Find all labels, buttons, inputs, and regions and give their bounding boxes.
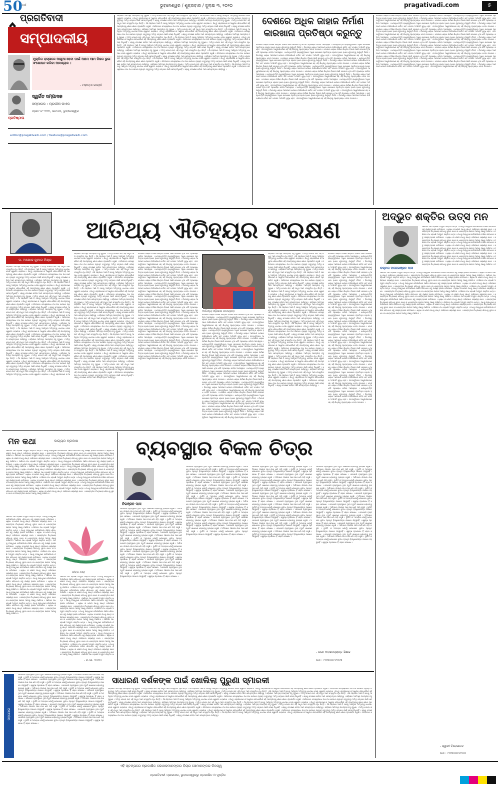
strip-top-rule bbox=[2, 671, 374, 672]
gandhi-portrait bbox=[8, 55, 30, 90]
right-body-intro: ମଣିଷର ମନ ହେଉଛି ଅଦ୍ଭୁତ ଶକ୍ତିର ଉତ୍ସ । ମନକୁ ନିୟନ୍ତ୍ରଣ କରିପାରିଲେ ମଣିଷ ଜୀବନରେ ସବୁ ଲକ୍ଷ୍ୟ ହାସଲ କରିପାରେ । ଧ୍ୟାନ ଓ ଯୋଗ ମନକୁ ଶାନ୍ତ ରଖିବାରେ ସାହାଯ୍ୟ କରେ । ସକାରାତ୍ମକ ଚିନ୍ତାଧାରା ଜୀବନକୁ ସୁନ୍ଦର କରେ ଓ ନକାରାତ୍ମକ ଭାବନା ଆମକୁ ପଛକୁ ଟାଣିନିଏ । ମଣିଷର ମନ ହେଉଛି ଅଦ୍ଭୁତ ଶକ୍ତିର ଉତ୍ସ । ମନକୁ ନିୟନ୍ତ୍ରଣ କରିପାରିଲେ ମଣିଷ ଜୀବନରେ ସବୁ ଲକ୍ଷ୍ୟ ହାସଲ କରିପାରେ । ଧ୍ୟାନ ଓ ଯୋଗ ମନକୁ ଶାନ୍ତ ରଖିବାରେ ସାହାଯ୍ୟ କରେ । ସକାରାତ୍ମକ ଚିନ୍ତାଧାରା ଜୀବନକୁ ସୁନ୍ଦର କରେ ଓ ନକାରାତ୍ମକ ଭାବନା ଆମକୁ ପଛକୁ ଟାଣିନିଏ । ମଣିଷର ମନ ହେଉଛି ଅଦ୍ଭୁତ ଶକ୍ତିର ଉତ୍ସ । ମନକୁ ନିୟନ୍ତ୍ରଣ କରିପାରିଲେ ମଣିଷ ଜୀବନରେ ସବୁ ଲକ୍ଷ୍ୟ ହାସଲ କରିପାରେ । ଧ୍ୟାନ ଓ ଯୋଗ ମନକୁ ଶାନ୍ତ ରଖିବାରେ ସାହାଯ୍ୟ କରେ । ସକାରାତ୍ମକ ଚିନ୍ତାଧାରା ଜୀବନକୁ ସୁନ୍ଦର କରେ ଓ ନକାରାତ୍ମକ ଭାବନା ଆମକୁ ପଛକୁ ଟାଣିନିଏ । ମଣିଷର ମନ ହେଉଛି ଅଦ୍ଭୁତ ଶକ୍ତିର ଉତ୍ସ । ମନକୁ ନିୟନ୍ତ୍ରଣ କରିପାରିଲେ ମଣିଷ ଜୀବନରେ ସବୁ ଲକ୍ଷ୍ୟ ହାସଲ କରିପାରେ । ଧ୍ୟାନ ଓ ଯୋଗ ମନକୁ ଶାନ୍ତ ରଖିବାରେ ସାହାଯ୍ୟ କରେ । ସକାରାତ୍ମକ ଚିନ୍ତାଧାରା ଜୀବନକୁ ସୁନ୍ଦର କରେ ଓ ନକାରାତ୍ମକ ଭାବନା ଆମକୁ ପଛକୁ ଟାଣିନିଏ । ମଣିଷର ମନ ହେଉଛି ଅଦ୍ଭୁତ ଶକ୍ତିର ଉତ୍ସ । ମନକୁ ନିୟନ୍ତ୍ରଣ କରିପାରିଲେ ମଣିଷ ଜୀବନରେ ସବୁ ଲକ୍ଷ୍ୟ ହାସଲ କରିପାରେ । ଧ୍ୟାନ ଓ ଯୋଗ ମନକୁ ଶାନ୍ତ ରଖିବାରେ ସାହାଯ୍ୟ କରେ । ସକାରାତ୍ମକ ଚିନ୍ତାଧାରା ଜୀବନକୁ ସୁନ୍ଦର କରେ ଓ ନକାରାତ୍ମକ ଭାବନା ଆମକୁ ପଛକୁ ଟାଣିନିଏ । ମ bbox=[422, 226, 496, 266]
right-author-photo bbox=[384, 226, 418, 264]
right-headline: ଅଦ୍ଭୁତ ଶକ୍ତିର ଉତ୍ସ ମନ bbox=[382, 212, 489, 223]
right-body-main: ମଣିଷର ମନ ହେଉଛି ଅଦ୍ଭୁତ ଶକ୍ତିର ଉତ୍ସ । ମନକୁ ନିୟନ୍ତ୍ରଣ କରିପାରିଲେ ମଣିଷ ଜୀବନରେ ସବୁ ଲକ୍ଷ୍ୟ ହାସଲ କରିପାରେ । ଧ୍ୟାନ ଓ ଯୋଗ ମନକୁ ଶାନ୍ତ ରଖିବାରେ ସାହାଯ୍ୟ କରେ । ସକାରାତ୍ମକ ଚିନ୍ତାଧାରା ଜୀବନକୁ ସୁନ୍ଦର କରେ ଓ ନକାରାତ୍ମକ ଭାବନା ଆମକୁ ପଛକୁ ଟାଣିନିଏ । ମଣିଷର ମନ ହେଉଛି ଅଦ୍ଭୁତ ଶକ୍ତିର ଉତ୍ସ । ମନକୁ ନିୟନ୍ତ୍ରଣ କରିପାରିଲେ ମଣିଷ ଜୀବନରେ ସବୁ ଲକ୍ଷ୍ୟ ହାସଲ କରିପାରେ । ଧ୍ୟାନ ଓ ଯୋଗ ମନକୁ ଶାନ୍ତ ରଖିବାରେ ସାହାଯ୍ୟ କରେ । ସକାରାତ୍ମକ ଚିନ୍ତାଧାରା ଜୀବନକୁ ସୁନ୍ଦର କରେ ଓ ନକାରାତ୍ମକ ଭାବନା ଆମକୁ ପଛକୁ ଟାଣିନିଏ । ମଣିଷର ମନ ହେଉଛି ଅଦ୍ଭୁତ ଶକ୍ତିର ଉତ୍ସ । ମନକୁ ନିୟନ୍ତ୍ରଣ କରିପାରିଲେ ମଣିଷ ଜୀବନରେ ସବୁ ଲକ୍ଷ୍ୟ ହାସଲ କରିପାରେ । ଧ୍ୟାନ ଓ ଯୋଗ ମନକୁ ଶାନ୍ତ ରଖିବାରେ ସାହାଯ୍ୟ କରେ । ସକାରାତ୍ମକ ଚିନ୍ତାଧାରା ଜୀବନକୁ ସୁନ୍ଦର କରେ ଓ ନକାରାତ୍ମକ ଭାବନା ଆମକୁ ପଛକୁ ଟାଣିନିଏ । ମଣିଷର ମନ ହେଉଛି ଅଦ୍ଭୁତ ଶକ୍ତିର ଉତ୍ସ । ମନକୁ ନିୟନ୍ତ୍ରଣ କରିପାରିଲେ ମଣିଷ ଜୀବନରେ ସବୁ ଲକ୍ଷ୍ୟ ହାସଲ କରିପାରେ । ଧ୍ୟାନ ଓ ଯୋଗ ମନକୁ ଶାନ୍ତ ରଖିବାରେ ସାହାଯ୍ୟ କରେ । ସକାରାତ୍ମକ ଚିନ୍ତାଧାରା ଜୀବନକୁ ସୁନ୍ଦର କରେ ଓ ନକାରାତ୍ମକ ଭାବନା ଆମକୁ ପଛକୁ ଟାଣିନିଏ । ମଣିଷର ମନ ହେଉଛି ଅଦ୍ଭୁତ ଶକ୍ତିର ଉତ୍ସ । ମନକୁ ନିୟନ୍ତ୍ରଣ କରିପାରିଲେ ମଣିଷ ଜୀବନରେ ସବୁ ଲକ୍ଷ୍ୟ ହାସଲ କରିପାରେ । ଧ୍ୟାନ ଓ ଯୋଗ ମନକୁ ଶାନ୍ତ ରଖିବାରେ ସାହାଯ୍ୟ କରେ । ସକାରାତ୍ମକ ଚିନ୍ତାଧାରା ଜୀବନକୁ ସୁନ୍ଦର କରେ ଓ ନକାରାତ୍ମକ ଭାବନା ଆମକୁ ପଛକୁ ଟାଣିନିଏ । ମଣିଷର ମନ ହେଉଛି ଅଦ୍ଭୁତ ଶକ୍ତିର ଉତ୍ସ । ମନକୁ ନିୟନ୍ତ୍ରଣ କରିପାରିଲେ ମଣିଷ ଜୀବନରେ ସବୁ ଲକ୍ଷ୍ୟ ହାସଲ କରିପାରେ । ଧ୍ୟାନ ଓ ଯୋଗ ମନକୁ ଶାନ୍ତ ରଖିବାରେ ସାହାଯ୍ୟ କରେ । ସକାରାତ୍ମକ ଚିନ୍ତାଧାରା ଜୀବନକୁ ସୁନ୍ଦର କରେ ଓ ନକାରାତ୍ମକ ଭାବନା ଆମକୁ ପଛକୁ ଟାଣିନିଏ । ମଣିଷର ମନ ହେଉଛି ଅଦ୍ଭୁତ ଶକ୍ତିର ଉତ୍ସ । ମନକୁ ନିୟନ୍ତ୍ରଣ କରିପାରିଲେ ମଣିଷ ଜୀବନରେ ସବୁ ଲକ୍ଷ୍ୟ ହାସଲ କରିପାରେ । ଧ୍ୟାନ ଓ ଯୋଗ ମନକୁ ଶାନ୍ତ ରଖିବାରେ ସାହାଯ୍ୟ କରେ । ସକାରାତ୍ମକ ଚିନ୍ତାଧାରା ଜୀବନକୁ ସୁନ୍ଦର କରେ ଓ ନକାରାତ୍ମକ ଭାବନା ଆମକୁ ପଛକୁ ଟାଣିନିଏ । ମଣିଷର ମନ ହେଉଛି ଅଦ୍ଭୁତ ଶକ୍ତିର ଉତ୍ସ । ମନକୁ ନିୟନ୍ତ୍ରଣ କରିପାରିଲେ ମଣିଷ ଜୀବନରେ ସବୁ ଲକ୍ଷ୍ୟ ହାସଲ କରିପାରେ । ଧ୍ୟାନ ଓ ଯୋଗ ମନକୁ ଶାନ୍ତ ରଖିବାରେ ସାହାଯ୍ୟ କରେ । ସକାରାତ୍ମକ ଚିନ୍ତାଧାରା ଜୀବନକୁ ସୁନ୍ଦର କରେ ଓ ନକାରାତ୍ମକ ଭାବନା ଆମକୁ ପଛକୁ ଟାଣିନିଏ । bbox=[380, 272, 496, 315]
editorial-banner bbox=[8, 27, 112, 53]
bottom-author-photo bbox=[124, 468, 154, 500]
section-divider-1 bbox=[2, 208, 498, 209]
paper-name: ପ୍ରଗତିବାଦୀ bbox=[20, 14, 64, 24]
feature-bottom-rule bbox=[2, 430, 374, 431]
lead-headline-bottom: କାରଖାନା ପ୍ରତିଷ୍ଠା କରୁନ୍ତୁ bbox=[263, 29, 363, 39]
editorial-body-1: ଓଡ଼ିଶାର ଆତିଥ୍ୟ ପରମ୍ପରା ବହୁ ପୁରୁଣା । ଅତିଥି ଦେବୋ ଭବ ଏହି ମନ୍ତ୍ର ଆମ ସଂସ୍କୃତିର ମୂଳ ଭିତ୍ତି । ଗାଁ ଗହଳିରେ ଆଜି ବି ଘରକୁ ଆସିଥିବା ଅତିଥିଙ୍କୁ ଜଳପାନ ଦେଇ ସ୍ୱାଗତ କରାଯାଏ । କିନ୍ତୁ ସହରୀକରଣ ଓ ଆଧୁନିକ ଜୀବନଶୈଳୀ ଏହି ପରମ୍ପରାକୁ ଧୀରେ ଧୀରେ ପ୍ରଭାବିତ କରୁଛି । ପରିବାରର ସଦସ୍ୟମାନେ ନିଜ ନିଜ କାମରେ ବ୍ୟସ୍ତ ରହୁଥିବାରୁ ଅତିଥି ସତ୍କାର ପାଇଁ ସମୟ ମିଳୁନାହିଁ । ଏହାକୁ ସଂରକ୍ଷଣ କରିବା ଆମ ସମସ୍ତଙ୍କର ଦାୟିତ୍ୱ । ଓଡ଼ିଶାର ଆତିଥ୍ୟ ପରମ୍ପରା ବହୁ ପୁରୁଣା । ଅତିଥି ଦେବୋ ଭବ ଏହି ମନ୍ତ୍ର ଆମ ସଂସ୍କୃତିର ମୂଳ ଭିତ୍ତି । ଗାଁ ଗହଳିରେ ଆଜି ବି ଘରକୁ ଆସିଥିବା ଅତିଥିଙ୍କୁ ଜଳପାନ ଦେଇ ସ୍ୱାଗତ କରାଯାଏ । କିନ୍ତୁ ସହରୀକରଣ ଓ ଆଧୁନିକ ଜୀବନଶୈଳୀ ଏହି ପରମ୍ପରାକୁ ଧୀରେ ଧୀରେ ପ୍ରଭାବିତ କରୁଛି । ପରିବାରର ସଦସ୍ୟମାନେ ନିଜ ନିଜ କାମରେ ବ୍ୟସ୍ତ ରହୁଥିବାରୁ ଅତିଥି ସତ୍କାର ପାଇଁ ସମୟ ମିଳୁନାହିଁ । ଏହାକୁ ସଂରକ୍ଷଣ କରିବା ଆମ ସମସ୍ତଙ୍କର ଦାୟିତ୍ୱ । ଓଡ଼ିଶାର ଆତିଥ୍ୟ ପରମ୍ପରା ବହୁ ପୁରୁଣା । ଅତିଥି ଦେବୋ ଭବ ଏହି ମନ୍ତ୍ର ଆମ ସଂସ୍କୃତିର ମୂଳ ଭିତ୍ତି । ଗାଁ ଗହଳିରେ ଆଜି ବି ଘରକୁ ଆସିଥିବା ଅତିଥିଙ୍କୁ ଜଳପାନ ଦେଇ ସ୍ୱାଗତ କରାଯାଏ । କିନ୍ତୁ ସହରୀକରଣ ଓ ଆଧୁନିକ ଜୀବନଶୈଳୀ ଏହି ପରମ୍ପରାକୁ ଧୀରେ ଧୀରେ ପ୍ରଭାବିତ କରୁଛି । ପରିବାରର ସଦସ୍ୟମାନେ ନିଜ ନିଜ କାମରେ ବ୍ୟସ୍ତ ରହୁଥିବାରୁ ଅତିଥି ସତ୍କାର ପାଇଁ ସମୟ ମିଳୁନାହିଁ । ଏହାକୁ ସଂରକ୍ଷଣ କରିବା ଆମ ସମସ୍ତଙ୍କର ଦାୟିତ୍ୱ । ଓଡ଼ିଶାର ଆତିଥ୍ୟ ପରମ୍ପରା ବହୁ ପୁରୁଣା । ଅତିଥି ଦେବୋ ଭବ ଏହି ମନ୍ତ୍ର ଆମ ସଂସ୍କୃତିର ମୂଳ ଭିତ୍ତି । ଗାଁ ଗହଳିରେ ଆଜି ବି ଘରକୁ ଆସିଥିବା ଅତିଥିଙ୍କୁ ଜଳପାନ ଦେଇ ସ୍ୱାଗତ କରାଯାଏ । କିନ୍ତୁ ସହରୀକରଣ ଓ ଆଧୁନିକ ଜୀବନଶୈଳୀ ଏହି ପରମ୍ପରାକୁ ଧୀରେ ଧୀରେ ପ୍ରଭାବିତ କରୁଛି । ପରିବାରର ସଦସ୍ୟମାନେ ନିଜ ନିଜ କାମରେ ବ୍ୟସ୍ତ ରହୁଥିବାରୁ ଅତିଥି ସତ୍କାର ପାଇଁ ସମୟ ମିଳୁନାହିଁ । ଏହାକୁ ସଂରକ୍ଷଣ କରିବା ଆମ ସମସ୍ତଙ୍କର ଦାୟିତ୍ୱ । ଓଡ଼ିଶାର ଆତିଥ୍ୟ ପରମ୍ପରା ବହୁ ପୁରୁଣା । ଅତିଥି ଦେବୋ ଭବ ଏହି ମନ୍ତ୍ର ଆମ ସଂସ୍କୃତିର ମୂଳ ଭିତ୍ତି । ଗାଁ ଗହଳିରେ ଆଜି ବି ଘରକୁ ଆସିଥିବା ଅତିଥିଙ୍କୁ ଜଳପାନ ଦେଇ ସ୍ୱାଗତ କରାଯାଏ । କିନ୍ତୁ ସହରୀକରଣ ଓ ଆଧୁନିକ ଜୀବନଶୈଳୀ ଏହି ପରମ୍ପରାକୁ ଧୀରେ ଧୀରେ ପ୍ରଭାବିତ କରୁଛି । ପରିବାରର ସଦସ୍ୟମାନେ ନିଜ ନିଜ କାମରେ ବ୍ୟସ୍ତ ରହୁଥିବାରୁ ଅତିଥି ସତ୍କାର ପାଇଁ ସମୟ ମିଳୁନାହିଁ । ଏହାକୁ ସଂରକ୍ଷଣ କରିବା ଆମ ସମସ୍ତଙ୍କର ଦାୟିତ୍ୱ । ଓଡ଼ିଶାର ଆତିଥ୍ୟ ପରମ୍ପରା ବହୁ ପୁରୁଣା । ଅତିଥି ଦେବୋ ଭବ ଏହି ମନ୍ତ୍ର ଆମ ସଂସ୍କୃତିର ମୂଳ ଭିତ୍ତି । ଗାଁ ଗହଳିରେ ଆଜି ବି ଘରକୁ ଆସିଥିବା ଅତିଥିଙ୍କୁ ଜଳପାନ ଦେଇ ସ୍ୱାଗତ କରାଯାଏ । କିନ୍ତୁ ସହରୀକରଣ ଓ ଆଧୁନିକ ଜୀବନଶୈଳୀ ଏହି ପରମ୍ପରାକୁ ଧୀରେ ଧୀରେ ପ୍ରଭାବିତ କରୁଛି । ପରିବାରର ସଦସ୍ୟମାନେ ନିଜ ନିଜ କାମରେ ବ୍ୟସ୍ତ ରହୁଥିବାରୁ ଅତିଥି ସତ୍କାର ପାଇଁ ସମୟ ମିଳୁନାହିଁ । ଏହାକୁ ସଂରକ୍ଷଣ କରିବା ଆମ ସମସ୍ତଙ୍କର ଦାୟିତ୍ୱ । ଓଡ଼ିଶାର ଆତିଥ୍ୟ ପରମ୍ପରା ବହୁ ପୁରୁଣା । ଅତିଥି ଦେବୋ ଭବ ଏହି ମନ୍ତ୍ର ଆମ ସଂସ୍କୃତିର ମୂଳ ଭିତ୍ତି । ଗାଁ ଗହଳିରେ ଆଜି ବି ଘରକୁ ଆସିଥିବା ଅତିଥିଙ୍କୁ ଜଳପାନ ଦେଇ ସ୍ୱାଗତ କରାଯାଏ । କିନ୍ତୁ ସହରୀକରଣ ଓ ଆଧୁନିକ ଜୀବନଶୈଳୀ ଏହି ପରମ୍ପରାକୁ ଧୀରେ ଧୀରେ ପ୍ରଭାବିତ କରୁଛି । ପରିବାରର ସଦସ୍ୟମାନେ ନିଜ ନିଜ କାମରେ ବ୍ୟସ୍ତ ରହୁଥିବାରୁ ଅତିଥି ସତ୍କାର ପାଇଁ ସମୟ ମିଳୁନାହିଁ । ଏହାକୁ ସଂରକ୍ଷଣ କରିବା ଆମ ସମସ୍ତଙ୍କର ଦାୟିତ୍ୱ । ଓଡ଼ିଶାର ଆତିଥ୍ୟ ପରମ୍ପରା ବହୁ ପୁରୁଣା । ଅତିଥି ଦେବୋ ଭବ ଏହି ମନ୍ତ୍ର ଆମ ସଂସ୍କୃତିର ମୂଳ ଭିତ୍ତି । ଗାଁ ଗହଳିରେ ଆଜି ବି ଘରକୁ ଆସିଥିବା ଅତିଥିଙ୍କୁ ଜଳପାନ ଦେଇ ସ୍ୱାଗତ କରାଯାଏ । କିନ୍ତୁ ସହରୀକରଣ ଓ ଆଧୁନିକ ଜୀବନଶୈଳୀ ଏହି ପରମ୍ପରାକୁ ଧୀରେ ଧୀରେ ପ୍ରଭାବିତ କରୁଛି । ପରିବାରର ସଦସ୍ୟମାନେ ନିଜ ନିଜ କାମରେ ବ୍ୟସ୍ତ ରହୁଥିବାରୁ ଅତିଥି ସତ୍କାର ପାଇଁ ସମୟ ମିଳୁନାହିଁ । ଏହାକୁ ସଂରକ୍ଷଣ କରିବା ଆମ ସମସ୍ତଙ୍କର ଦାୟିତ୍ୱ । bbox=[117, 15, 250, 72]
publisher-footer: ପ୍ରଗତିବାଦୀ ପ୍ରକାଶନ, ଭୁବନେଶ୍ୱରରୁ ପ୍ରକାଶିତ ଓ ମୁଦ୍ରିତ bbox=[150, 773, 226, 777]
feature-right-divider bbox=[375, 210, 376, 758]
right-contact: ମୋ : ୯୪୩୭୦୧୬୯୦୭ bbox=[440, 751, 467, 755]
feature-intro: ଓଡ଼ିଶାର ଆତିଥ୍ୟ ପରମ୍ପରା ବହୁ ପୁରୁଣା । ଅତିଥି ଦେବୋ ଭବ ଏହି ମନ୍ତ୍ର ଆମ ସଂସ୍କୃତିର ମୂଳ ଭିତ୍ତି । ଗାଁ ଗହଳିରେ ଆଜି ବି ଘରକୁ ଆସିଥିବା ଅତିଥିଙ୍କୁ ଜଳପାନ ଦେଇ ସ୍ୱାଗତ କରାଯାଏ । କିନ୍ତୁ ସହରୀକରଣ ଓ ଆଧୁନିକ ଜୀବନଶୈଳୀ ଏହି ପରମ୍ପରାକୁ ଧୀରେ ଧୀରେ ପ୍ରଭାବିତ କରୁଛି । ପରିବାରର ସଦସ୍ୟମାନେ ନିଜ ନିଜ କାମରେ ବ୍ୟସ୍ତ ରହୁଥିବାରୁ ଅତିଥି ସତ୍କାର ପାଇଁ ସମୟ ମିଳୁନାହିଁ । ଏହାକୁ ସଂରକ୍ଷଣ କରିବା ଆମ ସମସ୍ତଙ୍କର ଦାୟିତ୍ୱ । ଓଡ଼ିଶାର ଆତିଥ୍ୟ ପରମ୍ପରା ବହୁ ପୁରୁଣା । ଅତିଥି ଦେବୋ ଭବ ଏହି ମନ୍ତ୍ର ଆମ ସଂସ୍କୃତିର ମୂଳ ଭିତ୍ତି । ଗାଁ ଗହଳିରେ ଆଜି ବି ଘରକୁ ଆସିଥିବା ଅତିଥିଙ୍କୁ ଜଳପାନ ଦେଇ ସ୍ୱାଗତ କରାଯାଏ । କିନ୍ତୁ ସହରୀକରଣ ଓ ଆଧୁନିକ ଜୀବନଶୈଳୀ ଏହି ପରମ୍ପରାକୁ ଧୀରେ ଧୀରେ ପ୍ରଭାବିତ କରୁଛି । ପରିବାରର ସଦସ୍ୟମାନେ ନିଜ ନିଜ କାମରେ ବ୍ୟସ୍ତ ରହୁଥିବାରୁ ଅତିଥି ସତ୍କାର ପାଇଁ ସମୟ ମିଳୁନାହିଁ । ଏହାକୁ ସଂରକ୍ଷଣ କରିବା ଆମ ସମସ୍ତଙ୍କର ଦାୟିତ୍ୱ । ଓଡ଼ିଶାର ଆତିଥ୍ୟ ପରମ୍ପରା ବହୁ ପୁରୁଣା । ଅତିଥି ଦେବୋ ଭବ ଏହି ମନ୍ତ୍ର ଆମ ସଂସ୍କୃତିର ମୂଳ ଭିତ୍ତି । ଗାଁ ଗହଳିରେ ଆଜି ବି ଘରକୁ ଆସିଥିବା ଅତିଥିଙ୍କୁ ଜଳପାନ ଦେଇ ସ୍ୱାଗତ କରାଯାଏ । କିନ୍ତୁ ସହରୀକରଣ ଓ ଆଧୁନିକ ଜୀବନଶୈଳୀ ଏହି ପରମ୍ପରାକୁ ଧୀରେ ଧୀରେ ପ୍ରଭାବିତ କରୁଛି । ପରିବାରର ସଦସ୍ୟମାନେ ନିଜ ନିଜ କାମରେ ବ୍ୟସ୍ତ ରହୁଥିବାରୁ ଅତିଥି ସତ୍କାର ପାଇଁ ସମୟ ମିଳୁନାହିଁ । ଏହାକୁ ସଂରକ୍ଷଣ କରିବା ଆମ ସମସ୍ତଙ୍କର ଦାୟିତ୍ୱ । ଓଡ଼ିଶାର ଆତିଥ୍ୟ ପରମ୍ପରା ବହୁ ପୁରୁଣା । ଅତିଥି ଦେବୋ ଭବ ଏହି ମନ୍ତ୍ର ଆମ ସଂସ୍କୃତିର ମୂଳ ଭିତ୍ତି । ଗାଁ ଗହଳିରେ ଆଜି ବି ଘରକୁ ଆସିଥିବା ଅତିଥିଙ୍କୁ ଜଳପାନ ଦେଇ ସ୍ୱାଗତ କରାଯାଏ । କିନ୍ତୁ ସହରୀକରଣ ଓ ଆଧୁନିକ ଜୀବନଶୈଳୀ ଏହି ପରମ୍ପରାକୁ ଧୀରେ ଧୀରେ ପ୍ରଭାବିତ କରୁଛି । ପରିବାରର ସଦସ୍ୟମାନେ ନିଜ ନିଜ କାମରେ ବ୍ୟସ୍ତ ରହୁଥିବାରୁ ଅତିଥି ସତ୍କାର ପାଇଁ ସମୟ ମିଳୁନାହିଁ । ଏହାକୁ ସଂରକ୍ଷଣ କରିବା ଆମ ସମସ୍ତଙ୍କର ଦାୟିତ୍ୱ । ଓଡ଼ିଶାର ଆତିଥ୍ୟ ପରମ୍ପରା ବହୁ ପୁରୁଣା । ଅତିଥି ଦେବୋ ଭବ ଏହି ମନ୍ତ୍ର ଆମ ସଂସ୍କୃତିର ମୂଳ ଭିତ୍ତି । ଗାଁ ଗହଳିରେ ଆଜି ବି ଘରକୁ ଆସିଥିବା ଅତିଥିଙ୍କୁ ଜଳପାନ ଦେଇ ସ୍ୱାଗତ କରାଯାଏ । କିନ୍ତୁ ସହରୀକରଣ ଓ ଆଧୁନିକ ଜୀବନଶୈଳୀ ଏହି ପରମ୍ପରାକୁ ଧୀରେ ଧୀରେ ପ୍ରଭାବିତ କରୁଛି । ପରିବାରର ସଦସ୍ୟମାନେ ନିଜ ନିଜ କାମରେ ବ୍ୟସ୍ତ ରହୁଥିବାରୁ ଅତିଥି ସତ୍କାର ପାଇଁ ସମୟ ମିଳୁନାହିଁ । ଏହାକୁ ସଂରକ୍ଷଣ କରିବା ଆମ ସମସ୍ତଙ୍କର ଦାୟିତ୍ୱ । ଓଡ଼ିଶାର ଆତିଥ୍ୟ ପରମ୍ପରା ବହୁ ପୁରୁଣା । ଅତିଥି ଦେବୋ ଭବ ଏହି ମନ୍ତ୍ର ଆମ ସଂସ୍କୃତିର ମୂଳ ଭିତ୍ତି । ଗାଁ ଗହଳିରେ ଆଜି ବି ଘରକୁ ଆସିଥିବା ଅତିଥିଙ୍କୁ ଜଳପାନ ଦେଇ ସ୍ୱାଗତ କରାଯାଏ । କିନ୍ତୁ ସହରୀକରଣ ଓ ଆଧୁନିକ ଜୀବନଶୈଳୀ ଏହି ପରମ୍ପରାକୁ ଧୀରେ ଧୀରେ ପ୍ରଭାବିତ କରୁଛି । ପରିବାରର ସଦସ୍ୟମାନେ ନିଜ ନିଜ କାମରେ ବ୍ୟସ୍ତ ରହୁଥିବାରୁ ଅତିଥି ସତ୍କାର ପାଇଁ ସମୟ ମିଳୁନାହିଁ । ଏହାକୁ ସଂରକ୍ଷଣ କରିବା ଆମ ସମସ୍ତଙ୍କର ଦାୟିତ୍ୱ । ଓଡ଼ିଶାର ଆତିଥ୍ୟ ପରମ୍ପରା ବହୁ ପୁରୁଣା । ଅତିଥି ଦେବୋ ଭବ ଏହି ମନ୍ତ୍ର ଆମ ସଂସ୍କୃତିର ମୂଳ ଭିତ୍ତି । ଗାଁ ଗହଳିରେ ଆଜି ବି ଘରକୁ ଆସିଥିବା ଅତିଥିଙ୍କୁ ଜଳପାନ ଦେଇ ସ୍ୱାଗତ କରାଯାଏ । କିନ୍ତୁ ସହରୀକରଣ ଓ ଆଧୁନିକ ଜୀବନଶୈଳୀ ଏହି ପରମ୍ପରାକୁ ଧୀରେ ଧୀରେ ପ୍ରଭାବିତ କରୁଛି । ପରିବାରର ସଦସ୍ୟମାନେ ନିଜ ନିଜ କାମରେ ବ୍ୟସ୍ତ ରହୁଥିବାରୁ ଅତିଥି ସତ୍କାର ପାଇଁ ସମୟ ମିଳୁନାହିଁ । ଏହାକୁ ସଂରକ୍ଷଣ କରିବା ଆମ ସମସ୍ତଙ୍କର ଦାୟିତ୍ୱ । ଓଡ଼ିଶାର ଆତିଥ୍ୟ ପରମ୍ପରା ବହୁ ପୁରୁଣା । ଅତିଥି ଦେବୋ ଭବ ଏହି ମନ୍ତ୍ର ଆମ ସଂସ୍କୃତିର ମୂଳ ଭିତ୍ତି । ଗାଁ ଗହଳିରେ ଆଜି ବି ଘରକୁ ଆସିଥିବା ଅତିଥିଙ୍କୁ ଜଳପାନ ଦେଇ ସ୍ୱାଗତ କରାଯାଏ । କିନ୍ତୁ ସହରୀକରଣ ଓ ଆ bbox=[6, 266, 70, 376]
bottom-col-1: ସରକାରୀ ବ୍ୟବସ୍ଥାରେ ଥିବା ତ୍ରୁଟି ସାଧାରଣ ଲୋକଙ୍କୁ ହଇରାଣ କରୁଛି । ଅଫିସରେ ଫାଇଲ ମାସ ମାସ ଧରି ପଡ଼ି ରହୁଛି । ଦୁର୍ନୀତି ଓ ଅବହେଳା ଯୋଗୁଁ ଯୋଜନାର ସୁଫଳ ପ୍ରକୃତ ହିତାଧିକାରୀଙ୍କ ପାଖରେ ପହଞ୍ଚୁନାହିଁ । ସ୍ୱଚ୍ଛ ପ୍ରଶାସନ ହିଁ ଏହାର ସମାଧାନ । ସରକାରୀ ବ୍ୟବସ୍ଥାରେ ଥିବା ତ୍ରୁଟି ସାଧାରଣ ଲୋକଙ୍କୁ ହଇରାଣ କରୁଛି । ଅଫିସରେ ଫାଇଲ ମାସ ମାସ ଧରି ପଡ଼ି ରହୁଛି । ଦୁର୍ନୀତି ଓ ଅବହେଳା ଯୋଗୁଁ ଯୋଜନାର ସୁଫଳ ପ୍ରକୃତ ହିତାଧିକାରୀଙ୍କ ପାଖରେ ପହଞ୍ଚୁନାହିଁ । ସ୍ୱଚ୍ଛ ପ୍ରଶାସନ ହିଁ ଏହାର ସମାଧାନ । ସରକାରୀ ବ୍ୟବସ୍ଥାରେ ଥିବା ତ୍ରୁଟି ସାଧାରଣ ଲୋକଙ୍କୁ ହଇରାଣ କରୁଛି । ଅଫିସରେ ଫାଇଲ ମାସ ମାସ ଧରି ପଡ଼ି ରହୁଛି । ଦୁର୍ନୀତି ଓ ଅବହେଳା ଯୋଗୁଁ ଯୋଜନାର ସୁଫଳ ପ୍ରକୃତ ହିତାଧିକାରୀଙ୍କ ପାଖରେ ପହଞ୍ଚୁନାହିଁ । ସ୍ୱଚ୍ଛ ପ୍ରଶାସନ ହିଁ ଏହାର ସମାଧାନ । ସରକାରୀ ବ୍ୟବସ୍ଥାରେ ଥିବା ତ୍ରୁଟି ସାଧାରଣ ଲୋକଙ୍କୁ ହଇରାଣ କରୁଛି । ଅଫିସରେ ଫାଇଲ ମାସ ମାସ ଧରି ପଡ଼ି ରହୁଛି । ଦୁର୍ନୀତି ଓ ଅବହେଳା ଯୋଗୁଁ ଯୋଜନାର ସୁଫଳ ପ୍ରକୃତ ହିତାଧିକାରୀଙ୍କ ପାଖରେ ପହଞ୍ଚୁନାହିଁ । ସ୍ୱଚ୍ଛ ପ୍ରଶାସନ ହିଁ ଏହାର ସମାଧାନ । ସରକାରୀ ବ୍ୟବସ୍ଥାରେ ଥିବା ତ୍ରୁଟି ସାଧାରଣ ଲୋକଙ୍କୁ ହଇରାଣ କରୁଛି । ଅଫିସରେ ଫାଇଲ ମାସ ମାସ ଧରି ପଡ଼ି ରହୁଛି । ଦୁର୍ନୀତି ଓ ଅବହେଳା ଯୋଗୁଁ ଯୋଜନାର ସୁଫଳ ପ୍ରକୃତ ହିତାଧିକାରୀଙ୍କ ପାଖରେ ପହଞ୍ଚୁନାହିଁ । ସ୍ୱଚ୍ଛ ପ୍ରଶାସନ ହିଁ ଏହାର ସମାଧାନ । ସରକାରୀ ବ୍ୟବସ୍ଥାରେ ଥିବା ତ୍ରୁଟି ସାଧାରଣ ଲୋକଙ୍କୁ ହଇରାଣ କରୁଛି । ଅଫିସରେ ଫାଇଲ ମାସ ମାସ ଧରି ପଡ଼ି ରହୁଛି । ଦୁର୍ନୀତି ଓ ଅବହେଳା ଯୋଗୁଁ ଯୋଜନାର ସୁଫଳ ପ୍ରକୃତ ହିତାଧିକାରୀଙ୍କ ପାଖରେ ପହଞ୍ଚୁନାହିଁ । ସ୍ୱଚ୍ଛ ପ୍ରଶାସନ ହିଁ ଏହାର ସମାଧାନ । ସରକାରୀ ବ୍ୟବସ୍ଥାରେ ଥିବା ତ୍ରୁଟି ସାଧାରଣ ଲୋକଙ୍କୁ ହଇରାଣ କରୁଛି । ଅଫିସରେ ଫାଇଲ ମାସ ମାସ ଧରି ପଡ଼ି ରହୁଛି । ଦୁର୍ନୀତି ଓ ଅବହେଳା ଯୋଗୁଁ ଯୋଜନାର ସୁଫଳ ପ୍ରକୃତ ହିତାଧିକାରୀଙ୍କ ପାଖରେ ପହଞ୍ଚୁନାହିଁ । ସ୍ୱଚ୍ଛ ପ୍ରଶାସନ ହିଁ ଏହାର ସମାଧାନ । ସରକାରୀ ବ୍ୟବସ୍ଥାରେ ଥିବା ତ୍ରୁଟି ସାଧାରଣ ଲୋକଙ୍କୁ ହଇରାଣ କରୁଛି । ଅଫିସରେ ଫାଇଲ ମାସ ମାସ ଧରି ପଡ଼ି ରହୁଛି । ଦୁର୍ନୀତି ଓ ଅବହେଳା ଯୋଗୁଁ ଯୋଜନାର ସୁଫଳ ପ୍ରକୃତ ହିତାଧିକାରୀଙ୍କ ପାଖରେ ପହଞ୍ଚୁନାହିଁ । ସ୍ୱଚ୍ଛ ପ୍ରଶାସନ ହିଁ ଏହାର ସମାଧାନ । bbox=[120, 508, 182, 578]
section-title: ସମ୍ପାଦକୀୟ bbox=[20, 31, 88, 47]
contact-strip bbox=[8, 128, 112, 144]
strip-vertical-tag bbox=[4, 674, 14, 758]
feature-photo bbox=[202, 254, 264, 308]
right-byline: - ସ୍ୱାମୀ ବିବେକାନନ୍ଦ bbox=[440, 744, 464, 748]
column-divider bbox=[117, 432, 118, 670]
editorial-body-2: ଦେଶରେ ଜାହାଜ ନିର୍ମାଣ ଶିଳ୍ପର ବିକାଶ ପାଇଁ ସରକାର ନୂଆ ନୀତି ପ୍ରଣୟନ କରିବା ଆବଶ୍ୟକ । ଉପକୂଳବର୍ତ୍ତୀ ରାଜ୍ୟଗୁଡ଼ିକରେ ଅଧିକ କାରଖାନା ପ୍ରତିଷ୍ଠା ହେଲେ ହଜାର ହଜାର ଯୁବକଙ୍କୁ ନିଯୁକ୍ତି ମିଳିବ । ବିଦେଶରୁ ଜାହାଜ ଆମଦାନୀ ଉପରେ ନିର୍ଭରଶୀଳତା କମିବ ଏବଂ ଦେଶର ଅର୍ଥନୀତି ସୁଦୃଢ଼ ହେବ । ବନ୍ଦରଗୁଡ଼ିକର ଆଧୁନିକୀକରଣ ସହ ଏହି ଶିଳ୍ପକୁ ପ୍ରୋତ୍ସାହନ ଦେବା ଦରକାର । ଦେଶରେ ଜାହାଜ ନିର୍ମାଣ ଶିଳ୍ପର ବିକାଶ ପାଇଁ ସରକାର ନୂଆ ନୀତି ପ୍ରଣୟନ କରିବା ଆବଶ୍ୟକ । ଉପକୂଳବର୍ତ୍ତୀ ରାଜ୍ୟଗୁଡ଼ିକରେ ଅଧିକ କାରଖାନା ପ୍ରତିଷ୍ଠା ହେଲେ ହଜାର ହଜାର ଯୁବକଙ୍କୁ ନିଯୁକ୍ତି ମିଳିବ । ବିଦେଶରୁ ଜାହାଜ ଆମଦାନୀ ଉପରେ ନିର୍ଭରଶୀଳତା କମିବ ଏବଂ ଦେଶର ଅର୍ଥନୀତି ସୁଦୃଢ଼ ହେବ । ବନ୍ଦରଗୁଡ଼ିକର ଆଧୁନିକୀକରଣ ସହ ଏହି ଶିଳ୍ପକୁ ପ୍ରୋତ୍ସାହନ ଦେବା ଦରକାର । ଦେଶରେ ଜାହାଜ ନିର୍ମାଣ ଶିଳ୍ପର ବିକାଶ ପାଇଁ ସରକାର ନୂଆ ନୀତି ପ୍ରଣୟନ କରିବା ଆବଶ୍ୟକ । ଉପକୂଳବର୍ତ୍ତୀ ରାଜ୍ୟଗୁଡ଼ିକରେ ଅଧିକ କାରଖାନା ପ୍ରତିଷ୍ଠା ହେଲେ ହଜାର ହଜାର ଯୁବକଙ୍କୁ ନିଯୁକ୍ତି ମିଳିବ । ବିଦେଶରୁ ଜାହାଜ ଆମଦାନୀ ଉପରେ ନିର୍ଭରଶୀଳତା କମିବ ଏବଂ ଦେଶର ଅର୍ଥନୀତି ସୁଦୃଢ଼ ହେବ । ବନ୍ଦରଗୁଡ଼ିକର ଆଧୁନିକୀକରଣ ସହ ଏହି ଶିଳ୍ପକୁ ପ୍ରୋତ୍ସାହନ ଦେବା ଦରକାର । ଦେଶରେ ଜାହାଜ ନିର୍ମାଣ ଶିଳ୍ପର ବିକାଶ ପାଇଁ ସରକାର ନୂଆ ନୀତି ପ୍ରଣୟନ କରିବା ଆବଶ୍ୟକ । ଉପକୂଳବର୍ତ୍ତୀ ରାଜ୍ୟଗୁଡ଼ିକରେ ଅଧିକ କାରଖାନା ପ୍ରତିଷ୍ଠା ହେଲେ ହଜାର ହଜାର ଯୁବକଙ୍କୁ ନିଯୁକ୍ତି ମିଳିବ । ବିଦେଶରୁ ଜାହାଜ ଆମଦାନୀ ଉପରେ ନିର୍ଭରଶୀଳତା କମିବ ଏବଂ ଦେଶର ଅର୍ଥନୀତି ସୁଦୃଢ଼ ହେବ । ବନ୍ଦରଗୁଡ଼ିକର ଆଧୁନିକୀକରଣ ସହ ଏହି ଶିଳ୍ପକୁ ପ୍ରୋତ୍ସାହନ ଦେବା ଦରକାର । ଦେଶରେ ଜାହାଜ ନିର୍ମାଣ ଶିଳ୍ପର ବିକାଶ ପାଇଁ ସରକାର ନୂଆ ନୀତି ପ୍ରଣୟନ କରିବା ଆବଶ୍ୟକ । ଉପକୂଳବର୍ତ୍ତୀ ରାଜ୍ୟଗୁଡ଼ିକରେ ଅଧିକ କାରଖାନା ପ୍ରତିଷ୍ଠା ହେଲେ ହଜାର ହଜାର ଯୁବକଙ୍କୁ ନିଯୁକ୍ତି ମିଳିବ । ବିଦେଶରୁ ଜାହାଜ ଆମଦାନୀ ଉପରେ ନିର୍ଭରଶୀଳତା କମିବ ଏବଂ ଦେଶର ଅର୍ଥନୀତି ସୁଦୃଢ଼ ହେବ । ବନ୍ଦରଗୁଡ଼ିକର ଆଧୁନିକୀକରଣ ସହ ଏହି ଶିଳ୍ପକୁ ପ୍ରୋତ୍ସାହନ ଦେବା ଦରକାର । ଦେଶରେ ଜାହାଜ ନିର୍ମାଣ ଶିଳ୍ପର ବିକାଶ ପାଇଁ ସରକାର ନୂଆ ନୀତି ପ୍ରଣୟନ କରିବା ଆବଶ୍ୟକ । ଉପକୂଳବର୍ତ୍ତୀ ରାଜ୍ୟଗୁଡ଼ିକରେ ଅଧିକ କାରଖାନା ପ୍ରତିଷ୍ଠା ହେଲେ ହଜାର ହଜାର ଯୁବକଙ୍କୁ ନିଯୁକ୍ତି ମିଳିବ । ବିଦେଶରୁ ଜାହାଜ ଆମଦାନୀ ଉପରେ ନିର୍ଭରଶୀଳତା କମିବ ଏବଂ ଦେଶର ଅର୍ଥନୀତି ସୁଦୃଢ଼ ହେବ । ବନ୍ଦରଗୁଡ଼ିକର ଆଧୁନିକୀକରଣ ସହ ଏହି ଶିଳ୍ପକୁ ପ୍ରୋତ୍ସାହନ ଦେବା ଦରକାର । ଦେଶରେ ଜାହାଜ ନିର୍ମାଣ ଶିଳ୍ପର ବିକାଶ ପାଇଁ ସରକାର ନୂଆ ନୀତି ପ୍ରଣୟନ କରିବା ଆବଶ୍ୟକ । ଉପକୂଳବର୍ତ୍ତୀ ରାଜ୍ୟଗୁଡ଼ିକରେ ଅଧିକ କାରଖାନା ପ୍ରତିଷ୍ଠା ହେଲେ ହଜାର ହଜାର ଯୁବକଙ୍କୁ ନିଯୁକ୍ତି ମିଳିବ । ବିଦେଶରୁ ଜାହାଜ ଆମଦାନୀ ଉପରେ ନିର୍ଭରଶୀଳତା କମିବ ଏବଂ ଦେଶର ଅର୍ଥନୀତି ସୁଦୃଢ଼ ହେବ । ବନ୍ଦରଗୁଡ଼ିକର ଆଧୁନିକୀକରଣ ସହ ଏହି ଶିଳ୍ପକୁ ପ୍ରୋତ୍ସାହନ ଦେବା ଦରକାର । ଦେଶରେ ଜାହାଜ ନିର୍ମାଣ ଶିଳ୍ପର ବିକାଶ ପାଇଁ ସରକାର ନୂଆ ନୀତି ପ୍ରଣୟନ କରିବା ଆବଶ୍ୟକ । ଉପକୂଳବର୍ତ୍ତୀ ରାଜ୍ୟଗୁଡ଼ିକରେ ଅଧିକ କାରଖାନା ପ୍ରତିଷ୍ଠା ହେଲେ ହଜାର ହଜାର ଯୁବକଙ୍କୁ ନିଯୁକ୍ତି ମିଳିବ । ବିଦେଶରୁ ଜାହାଜ ଆମଦାନୀ ଉପରେ ନିର୍ଭରଶୀଳତା କମିବ ଏବଂ ଦେଶର ଅର୍ଥନୀତି ସୁଦୃଢ଼ ହେବ । ବନ୍ଦରଗୁଡ଼ିକର ଆଧୁନିକୀକରଣ ସହ ଏହି ଶିଳ୍ପକୁ ପ୍ରୋତ୍ସାହନ ଦେବା ଦରକାର । bbox=[376, 15, 496, 69]
strip-body-2: ଓଡ଼ିଶାର ଆତିଥ୍ୟ ପରମ୍ପରା ବହୁ ପୁରୁଣା । ଅତିଥି ଦେବୋ ଭବ ଏହି ମନ୍ତ୍ର ଆମ ସଂସ୍କୃତିର ମୂଳ ଭିତ୍ତି । ଗାଁ ଗହଳିରେ ଆଜି ବି ଘରକୁ ଆସିଥିବା ଅତିଥିଙ୍କୁ ଜଳପାନ ଦେଇ ସ୍ୱାଗତ କରାଯାଏ । କିନ୍ତୁ ସହରୀକରଣ ଓ ଆଧୁନିକ ଜୀବନଶୈଳୀ ଏହି ପରମ୍ପରାକୁ ଧୀରେ ଧୀରେ ପ୍ରଭାବିତ କରୁଛି । ପରିବାରର ସଦସ୍ୟମାନେ ନିଜ ନିଜ କାମରେ ବ୍ୟସ୍ତ ରହୁଥିବାରୁ ଅତିଥି ସତ୍କାର ପାଇଁ ସମୟ ମିଳୁନାହିଁ । ଏହାକୁ ସଂରକ୍ଷଣ କରିବା ଆମ ସମସ୍ତଙ୍କର ଦାୟିତ୍ୱ । ଓଡ଼ିଶାର ଆତିଥ୍ୟ ପରମ୍ପରା ବହୁ ପୁରୁଣା । ଅତିଥି ଦେବୋ ଭବ ଏହି ମନ୍ତ୍ର ଆମ ସଂସ୍କୃତିର ମୂଳ ଭିତ୍ତି । ଗାଁ ଗହଳିରେ ଆଜି ବି ଘରକୁ ଆସିଥିବା ଅତିଥିଙ୍କୁ ଜଳପାନ ଦେଇ ସ୍ୱାଗତ କରାଯାଏ । କିନ୍ତୁ ସହରୀକରଣ ଓ ଆଧୁନିକ ଜୀବନଶୈଳୀ ଏହି ପରମ୍ପରାକୁ ଧୀରେ ଧୀରେ ପ୍ରଭାବିତ କରୁଛି । ପରିବାରର ସଦସ୍ୟମାନେ ନିଜ ନିଜ କାମରେ ବ୍ୟସ୍ତ ରହୁଥିବାରୁ ଅତିଥି ସତ୍କାର ପାଇଁ ସମୟ ମିଳୁନାହିଁ । ଏହାକୁ ସଂରକ୍ଷଣ କରିବା ଆମ ସମସ୍ତଙ୍କର ଦାୟିତ୍ୱ । ଓଡ଼ିଶାର ଆତିଥ୍ୟ ପରମ୍ପରା ବହୁ ପୁରୁଣା । ଅତିଥି ଦେବୋ ଭବ ଏହି ମନ୍ତ୍ର ଆମ ସଂସ୍କୃତିର ମୂଳ ଭିତ୍ତି । ଗାଁ ଗହଳିରେ ଆଜି ବି ଘରକୁ ଆସିଥିବା ଅତିଥିଙ୍କୁ ଜଳପାନ ଦେଇ ସ୍ୱାଗତ କରାଯାଏ । କିନ୍ତୁ ସହରୀକରଣ ଓ ଆଧୁନିକ ଜୀବନଶୈଳୀ ଏହି ପରମ୍ପରାକୁ ଧୀରେ ଧୀରେ ପ୍ରଭାବିତ କରୁଛି । ପରିବାରର ସଦସ୍ୟମାନେ ନିଜ ନିଜ କାମରେ ବ୍ୟସ୍ତ ରହୁଥିବାରୁ ଅତିଥି ସତ୍କାର ପାଇଁ ସମୟ ମିଳୁନାହିଁ । ଏହାକୁ ସଂରକ୍ଷଣ କରିବା ଆମ ସମସ୍ତଙ୍କର ଦାୟିତ୍ୱ । ଓଡ଼ିଶାର ଆତିଥ୍ୟ ପରମ୍ପରା ବହୁ ପୁରୁଣା । ଅତିଥି ଦେବୋ ଭବ ଏହି ମନ୍ତ୍ର ଆମ ସଂସ୍କୃତିର ମୂଳ ଭିତ୍ତି । ଗାଁ ଗହଳିରେ ଆଜି ବି ଘରକୁ ଆସିଥିବା ଅତିଥିଙ୍କୁ ଜଳପାନ ଦେଇ ସ୍ୱାଗତ କରାଯାଏ । କିନ୍ତୁ ସହରୀକରଣ ଓ ଆଧୁନିକ ଜୀବନଶୈଳୀ ଏହି ପରମ୍ପରାକୁ ଧୀରେ ଧୀରେ ପ୍ରଭାବିତ କରୁଛି । ପରିବାରର ସଦସ୍ୟମାନେ ନିଜ ନିଜ କାମରେ ବ୍ୟସ୍ତ ରହୁଥିବାରୁ ଅତିଥି ସତ୍କାର ପାଇଁ ସମୟ ମିଳୁନାହିଁ । ଏହାକୁ ସଂରକ୍ଷଣ କରିବା ଆମ ସମସ୍ତଙ୍କର ଦାୟିତ୍ୱ । ଓଡ଼ିଶାର ଆତିଥ୍ୟ ପରମ୍ପରା ବହୁ ପୁରୁଣା । ଅତିଥି ଦେବୋ ଭବ ଏହି ମନ୍ତ୍ର ଆମ ସଂସ୍କୃତିର ମୂଳ ଭିତ୍ତି । ଗାଁ ଗହଳିରେ ଆଜି ବି ଘରକୁ ଆସିଥିବା ଅତିଥିଙ୍କୁ ଜଳପାନ ଦେଇ ସ୍ୱାଗତ କରାଯାଏ । କିନ୍ତୁ ସହରୀକରଣ ଓ ଆଧୁନିକ ଜୀବନଶୈଳୀ ଏହି ପରମ୍ପରାକୁ ଧୀରେ ଧୀରେ ପ୍ରଭାବିତ କରୁଛି । ପରିବାରର ସଦସ୍ୟମାନେ ନିଜ ନିଜ କାମରେ ବ୍ୟସ୍ତ ରହୁଥିବାରୁ ଅତିଥି ସତ୍କାର ପାଇଁ ସମୟ ମିଳୁନାହିଁ । ଏହାକୁ ସଂରକ୍ଷଣ କରିବା ଆମ ସମସ୍ତଙ୍କର ଦାୟିତ୍ୱ । ଓଡ଼ିଶାର ଆତିଥ୍ୟ ପରମ୍ପରା ବହୁ ପୁରୁଣା । ଅତିଥି ଦେବୋ ଭବ ଏହି ମନ୍ତ୍ର ଆମ ସଂସ୍କୃତିର ମୂଳ ଭିତ୍ତି । ଗାଁ ଗହଳିରେ ଆଜି ବି ଘରକୁ ଆସିଥିବା ଅତିଥିଙ୍କୁ ଜଳପାନ ଦେଇ ସ୍ୱାଗତ କରାଯାଏ । କିନ୍ତୁ ସହରୀକରଣ ଓ ଆଧୁନିକ ଜୀବନଶୈଳୀ ଏହି ପରମ୍ପରାକୁ ଧୀରେ ଧୀରେ ପ୍ରଭାବିତ କରୁଛି । ପରିବାରର ସଦସ୍ୟମାନେ ନିଜ ନିଜ କାମରେ ବ୍ୟସ୍ତ ରହୁଥିବାରୁ ଅତିଥି ସତ୍କାର ପାଇଁ ସମୟ ମିଳୁନାହିଁ । ଏହାକୁ ସଂରକ୍ଷଣ କରିବା ଆମ ସମସ୍ତଙ୍କର ଦାୟିତ୍ୱ । ଓଡ଼ିଶାର ଆତିଥ୍ୟ ପରମ୍ପରା ବହୁ ପୁରୁଣା । ଅତିଥି ଦେବୋ ଭବ ଏହି ମନ୍ତ୍ର ଆମ ସଂସ୍କୃତିର ମୂଳ ଭିତ୍ତି । ଗାଁ ଗହଳିରେ ଆଜି ବି ଘରକୁ ଆସିଥିବା ଅତିଥିଙ୍କୁ ଜଳପାନ ଦେଇ ସ୍ୱାଗତ କରାଯାଏ । କିନ୍ତୁ ସହରୀକରଣ ଓ ଆଧୁନିକ ଜୀବନଶୈଳୀ ଏହି ପରମ୍ପରାକୁ ଧୀରେ ଧୀରେ ପ୍ରଭାବିତ କରୁଛି । ପରିବାରର ସଦସ୍ୟମାନେ ନିଜ ନିଜ କାମରେ ବ୍ୟସ୍ତ ରହୁଥିବାରୁ ଅତିଥି ସତ୍କାର ପାଇଁ ସମୟ ମିଳୁନାହିଁ । ଏହାକୁ ସଂରକ୍ଷଣ କରିବା ଆମ ସମସ୍ତଙ୍କର ଦାୟିତ୍ୱ । ଓଡ଼ିଶାର ଆତିଥ୍ୟ ପରମ୍ପରା ବହୁ ପୁରୁଣା । ଅତିଥି ଦେବୋ ଭବ ଏହି ମନ୍ତ୍ର ଆମ ସଂସ୍କୃତିର ମୂଳ ଭିତ୍ତି । ଗାଁ ଗହଳିରେ ଆଜି ବି ଘରକୁ ଆସିଥିବା ଅତିଥିଙ୍କୁ ଜଳପାନ ଦେଇ ସ୍ୱାଗତ କରାଯାଏ । କିନ୍ତୁ ସହରୀକରଣ ଓ ଆଧୁନିକ ଜୀବନଶୈଳୀ ଏହି ପରମ୍ପରାକୁ ଧୀରେ ଧୀରେ ପ୍ରଭାବିତ କରୁଛି । ପରିବାରର ସଦସ୍ୟମାନେ ନିଜ ନିଜ କାମରେ ବ୍ୟସ୍ତ ରହୁଥିବାରୁ ଅତିଥି ସତ୍କାର ପାଇଁ ସମୟ ମିଳୁନାହିଁ । ଏହାକୁ ସଂରକ୍ଷଣ କରିବା ଆମ ସମସ୍ତଙ୍କର ଦାୟିତ୍ୱ । bbox=[108, 688, 372, 718]
anniversary-suffix: ବର୍ଷ bbox=[22, 3, 27, 7]
dateline: ଭୁବନେଶ୍ୱର / ଶୁକ୍ରବାର / ଜୁଲାଇ ୩, ୨୦୨୦ bbox=[160, 3, 233, 8]
lead-divider bbox=[373, 15, 374, 205]
color-registration-bar bbox=[460, 776, 496, 784]
column-body-1: ମଣିଷର ମନ ହେଉଛି ଅଦ୍ଭୁତ ଶକ୍ତିର ଉତ୍ସ । ମନକୁ ନିୟନ୍ତ୍ରଣ କରିପାରିଲେ ମଣିଷ ଜୀବନରେ ସବୁ ଲକ୍ଷ୍ୟ ହାସଲ କରିପାରେ । ଧ୍ୟାନ ଓ ଯୋଗ ମନକୁ ଶାନ୍ତ ରଖିବାରେ ସାହାଯ୍ୟ କରେ । ସକାରାତ୍ମକ ଚିନ୍ତାଧାରା ଜୀବନକୁ ସୁନ୍ଦର କରେ ଓ ନକାରାତ୍ମକ ଭାବନା ଆମକୁ ପଛକୁ ଟାଣିନିଏ । ମଣିଷର ମନ ହେଉଛି ଅଦ୍ଭୁତ ଶକ୍ତିର ଉତ୍ସ । ମନକୁ ନିୟନ୍ତ୍ରଣ କରିପାରିଲେ ମଣିଷ ଜୀବନରେ ସବୁ ଲକ୍ଷ୍ୟ ହାସଲ କରିପାରେ । ଧ୍ୟାନ ଓ ଯୋଗ ମନକୁ ଶାନ୍ତ ରଖିବାରେ ସାହାଯ୍ୟ କରେ । ସକାରାତ୍ମକ ଚିନ୍ତାଧାରା ଜୀବନକୁ ସୁନ୍ଦର କରେ ଓ ନକାରାତ୍ମକ ଭାବନା ଆମକୁ ପଛକୁ ଟାଣିନିଏ । ମଣିଷର ମନ ହେଉଛି ଅଦ୍ଭୁତ ଶକ୍ତିର ଉତ୍ସ । ମନକୁ ନିୟନ୍ତ୍ରଣ କରିପାରିଲେ ମଣିଷ ଜୀବନରେ ସବୁ ଲକ୍ଷ୍ୟ ହାସଲ କରିପାରେ । ଧ୍ୟାନ ଓ ଯୋଗ ମନକୁ ଶାନ୍ତ ରଖିବାରେ ସାହାଯ୍ୟ କରେ । ସକାରାତ୍ମକ ଚିନ୍ତାଧାରା ଜୀବନକୁ ସୁନ୍ଦର କରେ ଓ ନକାରାତ୍ମକ ଭାବନା ଆମକୁ ପଛକୁ ଟାଣିନିଏ । ମଣିଷର ମନ ହେଉଛି ଅଦ୍ଭୁତ ଶକ୍ତିର ଉତ୍ସ । ମନକୁ ନିୟନ୍ତ୍ରଣ କରିପାରିଲେ ମଣିଷ ଜୀବନରେ ସବୁ ଲକ୍ଷ୍ୟ ହାସଲ କରିପାରେ । ଧ୍ୟାନ ଓ ଯୋଗ ମନକୁ ଶାନ୍ତ ରଖିବାରେ ସାହାଯ୍ୟ କରେ । ସକାରାତ୍ମକ ଚିନ୍ତାଧାରା ଜୀବନକୁ ସୁନ୍ଦର କରେ ଓ ନକାରାତ୍ମକ ଭାବନା ଆମକୁ ପଛକୁ ଟାଣିନିଏ । ମଣିଷର ମନ ହେଉଛି ଅଦ୍ଭୁତ ଶକ୍ତିର ଉତ୍ସ । ମନକୁ ନିୟନ୍ତ୍ରଣ କରିପାରିଲେ ମଣିଷ ଜୀବନରେ ସବୁ ଲକ୍ଷ୍ୟ ହାସଲ କରିପାରେ । ଧ୍ୟାନ ଓ ଯୋଗ ମନକୁ ଶାନ୍ତ ରଖିବାରେ ସାହାଯ୍ୟ କରେ । ସକାରାତ୍ମକ ଚିନ୍ତାଧାରା ଜୀବନକୁ ସୁନ୍ଦର କରେ ଓ ନକାରାତ୍ମକ ଭାବନା ଆମକୁ ପଛକୁ ଟାଣିନିଏ । ମଣିଷର ମନ ହେଉଛି ଅଦ୍ଭୁତ ଶକ୍ତିର ଉତ୍ସ । ମନକୁ ନିୟନ୍ତ୍ରଣ କରିପାରିଲେ ମଣିଷ ଜୀବନରେ ସବୁ ଲକ୍ଷ୍ୟ ହାସଲ କରିପାରେ । ଧ୍ୟାନ ଓ ଯୋଗ ମନକୁ ଶାନ୍ତ ରଖିବାରେ ସାହାଯ୍ୟ କରେ । ସକାରାତ୍ମକ ଚିନ୍ତାଧାରା ଜୀବନକୁ ସୁନ୍ଦର କରେ ଓ ନକାରାତ୍ମକ ଭାବନା ଆମକୁ ପଛକୁ ଟାଣିନିଏ । ମଣିଷର ମନ ହେଉଛି ଅଦ୍ଭୁତ ଶକ୍ତିର ଉତ୍ସ । ମନକୁ ନିୟନ୍ତ୍ରଣ କରିପାରିଲେ ମଣିଷ ଜୀବନରେ ସବୁ ଲକ୍ଷ୍ୟ ହାସଲ କରିପାରେ । ଧ୍ୟାନ ଓ ଯୋଗ ମନକୁ ଶାନ୍ତ ରଖିବାରେ ସାହାଯ୍ୟ କରେ । ସକାରାତ୍ମକ ଚିନ୍ତାଧାରା ଜୀବନକୁ ସୁନ୍ଦର କରେ ଓ ନକାରାତ୍ମକ ଭାବନା ଆମକୁ ପଛକୁ ଟାଣିନିଏ । ମଣିଷର ମନ ହେଉଛି ଅଦ୍ଭୁତ ଶକ୍ତିର ଉତ୍ସ । ମନକୁ ନିୟନ୍ତ୍ରଣ କରିପାରିଲେ ମଣିଷ ଜୀବନରେ ସବୁ ଲକ୍ଷ୍ୟ ହାସଲ କରିପାରେ । ଧ୍ୟାନ ଓ ଯୋଗ ମନକୁ ଶାନ୍ତ ରଖିବାରେ ସାହାଯ୍ୟ କରେ । ସକାରାତ୍ମକ ଚିନ୍ତାଧାରା ଜୀବନକୁ ସୁନ୍ଦର କରେ ଓ ନକାରାତ୍ମକ ଭାବନା ଆମକୁ ପଛକୁ ଟାଣିନିଏ । bbox=[6, 450, 114, 496]
editor-line: ସମ୍ପାଦକ : ପ୍ରଦୀପ ନାଏକ bbox=[32, 102, 70, 106]
feature-col-5: ଓଡ଼ିଶାର ଆତିଥ୍ୟ ପରମ୍ପରା ବହୁ ପୁରୁଣା । ଅତିଥି ଦେବୋ ଭବ ଏହି ମନ୍ତ୍ର ଆମ ସଂସ୍କୃତିର ମୂଳ ଭିତ୍ତି । ଗାଁ ଗହଳିରେ ଆଜି ବି ଘରକୁ ଆସିଥିବା ଅତିଥିଙ୍କୁ ଜଳପାନ ଦେଇ ସ୍ୱାଗତ କରାଯାଏ । କିନ୍ତୁ ସହରୀକରଣ ଓ ଆଧୁନିକ ଜୀବନଶୈଳୀ ଏହି ପରମ୍ପରାକୁ ଧୀରେ ଧୀରେ ପ୍ରଭାବିତ କରୁଛି । ପରିବାରର ସଦସ୍ୟମାନେ ନିଜ ନିଜ କାମରେ ବ୍ୟସ୍ତ ରହୁଥିବାରୁ ଅତିଥି ସତ୍କାର ପାଇଁ ସମୟ ମିଳୁନାହିଁ । ଏହାକୁ ସଂରକ୍ଷଣ କରିବା ଆମ ସମସ୍ତଙ୍କର ଦାୟିତ୍ୱ । ଓଡ଼ିଶାର ଆତିଥ୍ୟ ପରମ୍ପରା ବହୁ ପୁରୁଣା । ଅତିଥି ଦେବୋ ଭବ ଏହି ମନ୍ତ୍ର ଆମ ସଂସ୍କୃତିର ମୂଳ ଭିତ୍ତି । ଗାଁ ଗହଳିରେ ଆଜି ବି ଘରକୁ ଆସିଥିବା ଅତିଥିଙ୍କୁ ଜଳପାନ ଦେଇ ସ୍ୱାଗତ କରାଯାଏ । କିନ୍ତୁ ସହରୀକରଣ ଓ ଆଧୁନିକ ଜୀବନଶୈଳୀ ଏହି ପରମ୍ପରାକୁ ଧୀରେ ଧୀରେ ପ୍ରଭାବିତ କରୁଛି । ପରିବାରର ସଦସ୍ୟମାନେ ନିଜ ନିଜ କାମରେ ବ୍ୟସ୍ତ ରହୁଥିବାରୁ ଅତିଥି ସତ୍କାର ପାଇଁ ସମୟ ମିଳୁନାହିଁ । ଏହାକୁ ସଂରକ୍ଷଣ କରିବା ଆମ ସମସ୍ତଙ୍କର ଦାୟିତ୍ୱ । ଓଡ଼ିଶାର ଆତିଥ୍ୟ ପରମ୍ପରା ବହୁ ପୁରୁଣା । ଅତିଥି ଦେବୋ ଭବ ଏହି ମନ୍ତ୍ର ଆମ ସଂସ୍କୃତିର ମୂଳ ଭିତ୍ତି । ଗାଁ ଗହଳିରେ ଆଜି ବି ଘରକୁ ଆସିଥିବା ଅତିଥିଙ୍କୁ ଜଳପାନ ଦେଇ ସ୍ୱାଗତ କରାଯାଏ । କିନ୍ତୁ ସହରୀକରଣ ଓ ଆଧୁନିକ ଜୀବନଶୈଳୀ ଏହି ପରମ୍ପରାକୁ ଧୀରେ ଧୀରେ ପ୍ରଭାବିତ କରୁଛି । ପରିବାରର ସଦସ୍ୟମାନେ ନିଜ ନିଜ କାମରେ ବ୍ୟସ୍ତ ରହୁଥିବାରୁ ଅତିଥି ସତ୍କାର ପାଇଁ ସମୟ ମିଳୁନାହିଁ । ଏହାକୁ ସଂରକ୍ଷଣ କରିବା ଆମ ସମସ୍ତଙ୍କର ଦାୟିତ୍ୱ । ଓଡ଼ିଶାର ଆତିଥ୍ୟ ପରମ୍ପରା ବହୁ ପୁରୁଣା । ଅତିଥି ଦେବୋ ଭବ ଏହି ମନ୍ତ୍ର ଆମ ସଂସ୍କୃତିର ମୂଳ ଭିତ୍ତି । ଗାଁ ଗହଳିରେ ଆଜି ବି ଘରକୁ ଆସିଥିବା ଅତିଥିଙ୍କୁ ଜଳପାନ ଦେଇ ସ୍ୱାଗତ କରାଯାଏ । କିନ୍ତୁ ସହରୀକରଣ ଓ ଆଧୁନିକ ଜୀବନଶୈଳୀ ଏହି ପରମ୍ପରାକୁ ଧୀରେ ଧୀରେ ପ୍ରଭାବିତ କରୁଛି । ପରିବାରର ସଦସ୍ୟମାନେ ନିଜ ନିଜ କାମରେ ବ୍ୟସ୍ତ ରହୁଥିବାରୁ ଅତିଥି ସତ୍କାର ପାଇଁ ସମୟ ମିଳୁନାହିଁ । ଏହାକୁ ସଂରକ୍ଷଣ କରିବା ଆମ ସମସ୍ତଙ୍କର ଦାୟିତ୍ୱ । ଓଡ଼ିଶାର ଆତିଥ୍ୟ ପରମ୍ପରା ବହୁ ପୁରୁଣା । ଅତିଥି ଦେବୋ ଭବ ଏହି ମନ୍ତ୍ର ଆମ ସଂସ୍କୃତିର ମୂଳ ଭିତ୍ତି । ଗାଁ ଗହଳିରେ ଆଜି ବି ଘରକୁ ଆସିଥିବା ଅତିଥିଙ୍କୁ ଜଳପାନ ଦେଇ ସ୍ୱାଗତ କରାଯାଏ । କିନ୍ତୁ ସହରୀକରଣ ଓ ଆଧୁନିକ ଜୀବନଶୈଳୀ ଏହି ପରମ୍ପରାକୁ ଧୀରେ ଧୀରେ ପ୍ରଭାବିତ କରୁଛି । ପରିବାରର ସଦସ୍ୟମାନେ ନିଜ ନିଜ କାମରେ ବ୍ୟସ୍ତ ରହୁଥିବାରୁ ଅତିଥି ସତ୍କାର ପାଇଁ ସମୟ ମିଳୁନାହିଁ । ଏହାକୁ ସଂରକ୍ଷଣ କରିବା ଆମ ସମସ୍ତଙ୍କର ଦାୟିତ୍ୱ । ଓଡ଼ିଶାର ଆତିଥ୍ୟ ପରମ୍ପରା ବହୁ ପୁରୁଣା । ଅତିଥି ଦେବୋ ଭବ ଏହି ମନ୍ତ୍ର ଆମ ସଂସ୍କୃତିର ମୂଳ ଭିତ୍ତି । ଗାଁ ଗହଳିରେ ଆଜି ବି ଘରକୁ ଆସିଥିବା ଅତିଥିଙ୍କୁ ଜଳପାନ ଦେଇ ସ୍ୱାଗତ କରାଯାଏ । କିନ୍ତୁ ସହରୀକରଣ ଓ ଆଧୁନିକ ଜୀବନଶୈଳୀ ଏହି ପରମ୍ପରାକୁ ଧୀରେ ଧୀରେ ପ୍ରଭାବିତ କରୁଛି । ପରିବାରର ସଦସ୍ୟମାନେ ନିଜ ନିଜ କାମରେ ବ୍ୟସ୍ତ ରହୁଥିବାରୁ ଅତିଥି ସତ୍କାର ପାଇଁ ସମୟ ମିଳୁନାହିଁ । ଏହାକୁ ସଂରକ୍ଷଣ କରିବା ଆମ ସମସ୍ତଙ୍କର ଦାୟିତ୍ୱ । ଓଡ଼ିଶାର ଆତିଥ୍ୟ ପରମ୍ପରା ବହୁ ପୁରୁଣା । ଅତିଥି ଦେବୋ ଭବ ଏହି ମନ୍ତ୍ର ଆମ ସଂସ୍କୃତିର ମୂଳ ଭିତ୍ତି । ଗାଁ ଗହଳିରେ ଆଜି ବି ଘରକୁ ଆସିଥିବା ଅତିଥିଙ୍କୁ ଜଳପାନ ଦେଇ ସ୍ୱାଗତ କରାଯାଏ । କିନ୍ତୁ ସହରୀକରଣ ଓ ଆଧୁନିକ ଜୀବନଶୈଳୀ ଏହି ପରମ୍ପରାକୁ ଧୀରେ ଧୀରେ ପ୍ରଭାବିତ କରୁଛି । ପରିବାରର ସଦସ୍ୟମାନେ ନିଜ ନିଜ କାମରେ ବ୍ୟସ୍ତ ରହୁଥିବାରୁ ଅତିଥି ସତ୍କାର ପାଇଁ ସମୟ ମିଳୁନାହିଁ । ଏହାକୁ ସଂରକ୍ଷଣ କରିବା ଆମ ସମସ୍ତଙ୍କର ଦାୟିତ୍ୱ । ଓଡ଼ିଶାର ଆତିଥ୍ୟ ପରମ୍ପରା ବହୁ ପୁରୁଣା । ଅତିଥି ଦେବୋ ଭବ ଏହି ମନ୍ତ୍ର ଆମ ସଂସ୍କୃତିର ମୂଳ ଭିତ୍ତି । ଗାଁ ଗହଳିରେ ଆଜି ବି ଘରକୁ ଆସିଥିବା ଅତିଥିଙ୍କୁ ଜଳପାନ ଦେଇ ସ୍ୱାଗତ କରାଯାଏ । କିନ୍ତୁ ସହରୀକରଣ ଓ ଆଧୁନିକ ଜୀବନଶୈଳୀ ଏହି ପରମ୍ପରାକୁ ଧୀରେ ଧୀରେ ପ୍ରଭାବିତ କରୁଛି । ପରିବାରର ସଦସ୍ୟମାନେ ନିଜ ନିଜ କାମରେ ବ୍ୟସ୍ତ ରହୁଥିବାରୁ ଅତିଥି ସତ୍କାର ପାଇଁ ସମୟ ମିଳୁନାହିଁ । ଏହାକୁ ସଂରକ୍ଷଣ କରିବା ଆମ ସମସ୍ତଙ୍କର ଦାୟିତ୍ୱ । bbox=[268, 253, 324, 388]
feature-col-6: ଦେଶରେ ଜାହାଜ ନିର୍ମାଣ ଶିଳ୍ପର ବିକାଶ ପାଇଁ ସରକାର ନୂଆ ନୀତି ପ୍ରଣୟନ କରିବା ଆବଶ୍ୟକ । ଉପକୂଳବର୍ତ୍ତୀ ରାଜ୍ୟଗୁଡ଼ିକରେ ଅଧିକ କାରଖାନା ପ୍ରତିଷ୍ଠା ହେଲେ ହଜାର ହଜାର ଯୁବକଙ୍କୁ ନିଯୁକ୍ତି ମିଳିବ । ବିଦେଶରୁ ଜାହାଜ ଆମଦାନୀ ଉପରେ ନିର୍ଭରଶୀଳତା କମିବ ଏବଂ ଦେଶର ଅର୍ଥନୀତି ସୁଦୃଢ଼ ହେବ । ବନ୍ଦରଗୁଡ଼ିକର ଆଧୁନିକୀକରଣ ସହ ଏହି ଶିଳ୍ପକୁ ପ୍ରୋତ୍ସାହନ ଦେବା ଦରକାର । ଦେଶରେ ଜାହାଜ ନିର୍ମାଣ ଶିଳ୍ପର ବିକାଶ ପାଇଁ ସରକାର ନୂଆ ନୀତି ପ୍ରଣୟନ କରିବା ଆବଶ୍ୟକ । ଉପକୂଳବର୍ତ୍ତୀ ରାଜ୍ୟଗୁଡ଼ିକରେ ଅଧିକ କାରଖାନା ପ୍ରତିଷ୍ଠା ହେଲେ ହଜାର ହଜାର ଯୁବକଙ୍କୁ ନିଯୁକ୍ତି ମିଳିବ । ବିଦେଶରୁ ଜାହାଜ ଆମଦାନୀ ଉପରେ ନିର୍ଭରଶୀଳତା କମିବ ଏବଂ ଦେଶର ଅର୍ଥନୀତି ସୁଦୃଢ଼ ହେବ । ବନ୍ଦରଗୁଡ଼ିକର ଆଧୁନିକୀକରଣ ସହ ଏହି ଶିଳ୍ପକୁ ପ୍ରୋତ୍ସାହନ ଦେବା ଦରକାର । ଦେଶରେ ଜାହାଜ ନିର୍ମାଣ ଶିଳ୍ପର ବିକାଶ ପାଇଁ ସରକାର ନୂଆ ନୀତି ପ୍ରଣୟନ କରିବା ଆବଶ୍ୟକ । ଉପକୂଳବର୍ତ୍ତୀ ରାଜ୍ୟଗୁଡ଼ିକରେ ଅଧିକ କାରଖାନା ପ୍ରତିଷ୍ଠା ହେଲେ ହଜାର ହଜାର ଯୁବକଙ୍କୁ ନିଯୁକ୍ତି ମିଳିବ । ବିଦେଶରୁ ଜାହାଜ ଆମଦାନୀ ଉପରେ ନିର୍ଭରଶୀଳତା କମିବ ଏବଂ ଦେଶର ଅର୍ଥନୀତି ସୁଦୃଢ଼ ହେବ । ବନ୍ଦରଗୁଡ଼ିକର ଆଧୁନିକୀକରଣ ସହ ଏହି ଶିଳ୍ପକୁ ପ୍ରୋତ୍ସାହନ ଦେବା ଦରକାର । ଦେଶରେ ଜାହାଜ ନିର୍ମାଣ ଶିଳ୍ପର ବିକାଶ ପାଇଁ ସରକାର ନୂଆ ନୀତି ପ୍ରଣୟନ କରିବା ଆବଶ୍ୟକ । ଉପକୂଳବର୍ତ୍ତୀ ରାଜ୍ୟଗୁଡ଼ିକରେ ଅଧିକ କାରଖାନା ପ୍ରତିଷ୍ଠା ହେଲେ ହଜାର ହଜାର ଯୁବକଙ୍କୁ ନିଯୁକ୍ତି ମିଳିବ । ବିଦେଶରୁ ଜାହାଜ ଆମଦାନୀ ଉପରେ ନିର୍ଭରଶୀଳତା କମିବ ଏବଂ ଦେଶର ଅର୍ଥନୀତି ସୁଦୃଢ଼ ହେବ । ବନ୍ଦରଗୁଡ଼ିକର ଆଧୁନିକୀକରଣ ସହ ଏହି ଶିଳ୍ପକୁ ପ୍ରୋତ୍ସାହନ ଦେବା ଦରକାର । ଦେଶରେ ଜାହାଜ ନିର୍ମାଣ ଶିଳ୍ପର ବିକାଶ ପାଇଁ ସରକାର ନୂଆ ନୀତି ପ୍ରଣୟନ କରିବା ଆବଶ୍ୟକ । ଉପକୂଳବର୍ତ୍ତୀ ରାଜ୍ୟଗୁଡ଼ିକରେ ଅଧିକ କାରଖାନା ପ୍ରତିଷ୍ଠା ହେଲେ ହଜାର ହଜାର ଯୁବକଙ୍କୁ ନିଯୁକ୍ତି ମିଳିବ । ବିଦେଶରୁ ଜାହାଜ ଆମଦାନୀ ଉପରେ ନିର୍ଭରଶୀଳତା କମିବ ଏବଂ ଦେଶର ଅର୍ଥନୀତି ସୁଦୃଢ଼ ହେବ । ବନ୍ଦରଗୁଡ଼ିକର ଆଧୁନିକୀକରଣ ସହ ଏହି ଶିଳ୍ପକୁ ପ୍ରୋତ୍ସାହନ ଦେବା ଦରକାର । ଦେଶରେ ଜାହାଜ ନିର୍ମାଣ ଶିଳ୍ପର ବିକାଶ ପାଇଁ ସରକାର ନୂଆ ନୀତି ପ୍ରଣୟନ କରିବା ଆବଶ୍ୟକ । ଉପକୂଳବର୍ତ୍ତୀ ରାଜ୍ୟଗୁଡ଼ିକରେ ଅଧିକ କାରଖାନା ପ୍ରତିଷ୍ଠା ହେଲେ ହଜାର ହଜାର ଯୁବକଙ୍କୁ ନିଯୁକ୍ତି ମିଳିବ । ବିଦେଶରୁ ଜାହାଜ ଆମଦାନୀ ଉପରେ ନିର୍ଭରଶୀଳତା କମିବ ଏବଂ ଦେଶର ଅର୍ଥନୀତି ସୁଦୃଢ଼ ହେବ । ବନ୍ଦରଗୁଡ଼ିକର ଆଧୁନିକୀକରଣ ସହ ଏହି ଶିଳ୍ପକୁ ପ୍ରୋତ୍ସାହନ ଦେବା ଦରକାର । ଦେଶରେ ଜାହାଜ ନିର୍ମାଣ ଶିଳ୍ପର ବିକାଶ ପାଇଁ ସରକାର ନୂଆ ନୀତି ପ୍ରଣୟନ କରିବା ଆବଶ୍ୟକ । ଉପକୂଳବର୍ତ୍ତୀ ରାଜ୍ୟଗୁଡ଼ିକରେ ଅଧିକ କାରଖାନା ପ୍ରତିଷ୍ଠା ହେଲେ ହଜାର ହଜାର ଯୁବକଙ୍କୁ ନିଯୁକ୍ତି ମିଳିବ । ବିଦେଶରୁ ଜାହାଜ ଆମଦାନୀ ଉପରେ ନିର୍ଭରଶୀଳତା କମିବ ଏବଂ ଦେଶର ଅର୍ଥନୀତି ସୁଦୃଢ଼ ହେବ । ବନ୍ଦରଗୁଡ଼ିକର ଆଧୁନିକୀକରଣ ସହ ଏହି ଶିଳ୍ପକୁ ପ୍ରୋତ୍ସାହନ ଦେବା ଦରକାର । ଦେଶରେ ଜାହାଜ ନିର୍ମାଣ ଶିଳ୍ପର ବିକାଶ ପାଇଁ ସରକାର ନୂଆ ନୀତି ପ୍ରଣୟନ କରିବା ଆବଶ୍ୟକ । ଉପକୂଳବର୍ତ୍ତୀ ରାଜ୍ୟଗୁଡ଼ିକରେ ଅଧିକ କାରଖାନା ପ୍ରତିଷ୍ଠା ହେଲେ ହଜାର ହଜାର ଯୁବକଙ୍କୁ ନିଯୁକ୍ତି ମିଳିବ । ବିଦେଶରୁ ଜାହାଜ ଆମଦାନୀ ଉପରେ ନିର୍ଭରଶୀଳତା କମିବ ଏବଂ ଦେଶର ଅର୍ଥନୀତି ସୁଦୃଢ଼ ହେବ । ବନ୍ଦରଗୁଡ଼ିକର ଆଧୁନିକୀକରଣ ସହ ଏହି ଶିଳ୍ପକୁ ପ୍ରୋତ୍ସାହନ ଦେବା ଦରକାର । bbox=[328, 253, 372, 404]
bottom-headline: ବ୍ୟବସ୍ଥାର ବିକଳ ଚିତ୍ର bbox=[136, 436, 313, 460]
founder-label: ପ୍ରତିଷ୍ଠାତା bbox=[8, 116, 25, 120]
bottom-byline: - ଜଣେ ଅବସରପ୍ରାପ୍ତ ଶିକ୍ଷକ bbox=[316, 650, 351, 654]
lotus-illustration bbox=[60, 520, 112, 568]
strip-vertical-label: ସହଯୋଗ bbox=[7, 707, 11, 721]
bottom-col-4: ସରକାରୀ ବ୍ୟବସ୍ଥାରେ ଥିବା ତ୍ରୁଟି ସାଧାରଣ ଲୋକଙ୍କୁ ହଇରାଣ କରୁଛି । ଅଫିସରେ ଫାଇଲ ମାସ ମାସ ଧରି ପଡ଼ି ରହୁଛି । ଦୁର୍ନୀତି ଓ ଅବହେଳା ଯୋଗୁଁ ଯୋଜନାର ସୁଫଳ ପ୍ରକୃତ ହିତାଧିକାରୀଙ୍କ ପାଖରେ ପହଞ୍ଚୁନାହିଁ । ସ୍ୱଚ୍ଛ ପ୍ରଶାସନ ହିଁ ଏହାର ସମାଧାନ । ସରକାରୀ ବ୍ୟବସ୍ଥାରେ ଥିବା ତ୍ରୁଟି ସାଧାରଣ ଲୋକଙ୍କୁ ହଇରାଣ କରୁଛି । ଅଫିସରେ ଫାଇଲ ମାସ ମାସ ଧରି ପଡ଼ି ରହୁଛି । ଦୁର୍ନୀତି ଓ ଅବହେଳା ଯୋଗୁଁ ଯୋଜନାର ସୁଫଳ ପ୍ରକୃତ ହିତାଧିକାରୀଙ୍କ ପାଖରେ ପହଞ୍ଚୁନାହିଁ । ସ୍ୱଚ୍ଛ ପ୍ରଶାସନ ହିଁ ଏହାର ସମାଧାନ । ସରକାରୀ ବ୍ୟବସ୍ଥାରେ ଥିବା ତ୍ରୁଟି ସାଧାରଣ ଲୋକଙ୍କୁ ହଇରାଣ କରୁଛି । ଅଫିସରେ ଫାଇଲ ମାସ ମାସ ଧରି ପଡ଼ି ରହୁଛି । ଦୁର୍ନୀତି ଓ ଅବହେଳା ଯୋଗୁଁ ଯୋଜନାର ସୁଫଳ ପ୍ରକୃତ ହିତାଧିକାରୀଙ୍କ ପାଖରେ ପହଞ୍ଚୁନାହିଁ । ସ୍ୱଚ୍ଛ ପ୍ରଶାସନ ହିଁ ଏହାର ସମାଧାନ । ସରକାରୀ ବ୍ୟବସ୍ଥାରେ ଥିବା ତ୍ରୁଟି ସାଧାରଣ ଲୋକଙ୍କୁ ହଇରାଣ କରୁଛି । ଅଫିସରେ ଫାଇଲ ମାସ ମାସ ଧରି ପଡ଼ି ରହୁଛି । ଦୁର୍ନୀତି ଓ ଅବହେଳା ଯୋଗୁଁ ଯୋଜନାର ସୁଫଳ ପ୍ରକୃତ ହିତାଧିକାରୀଙ୍କ ପାଖରେ ପହଞ୍ଚୁନାହିଁ । ସ୍ୱଚ୍ଛ ପ୍ରଶାସନ ହିଁ ଏହାର ସମାଧାନ । ସରକାରୀ ବ୍ୟବସ୍ଥାରେ ଥିବା ତ୍ରୁଟି ସାଧାରଣ ଲୋକଙ୍କୁ ହଇରାଣ କରୁଛି । ଅଫିସରେ ଫାଇଲ ମାସ ମାସ ଧରି ପଡ଼ି ରହୁଛି । ଦୁର୍ନୀତି ଓ ଅବହେଳା ଯୋଗୁଁ ଯୋଜନାର ସୁଫଳ ପ୍ରକୃତ ହିତାଧିକାରୀଙ୍କ ପାଖରେ ପହଞ୍ଚୁନାହିଁ । ସ୍ୱଚ୍ଛ ପ୍ରଶାସନ ହିଁ ଏହାର ସମାଧାନ । ସରକାରୀ ବ୍ୟବସ୍ଥାରେ ଥିବା ତ୍ରୁଟି ସାଧାରଣ ଲୋକଙ୍କୁ ହଇରାଣ କରୁଛି । ଅଫିସରେ ଫାଇଲ ମାସ ମାସ ଧରି ପଡ଼ି ରହୁଛି । ଦୁର୍ନୀତି ଓ ଅବହେଳା ଯୋଗୁଁ ଯୋଜନାର ସୁଫଳ ପ୍ରକୃତ ହିତାଧିକାରୀଙ୍କ ପାଖରେ ପହଞ୍ଚୁନାହିଁ । ସ୍ୱଚ୍ଛ ପ୍ରଶାସନ ହିଁ ଏହାର ସମାଧାନ । ସରକାରୀ ବ୍ୟବସ୍ଥାରେ ଥିବା ତ୍ରୁଟି ସାଧାରଣ ଲୋକଙ୍କୁ ହଇରାଣ କରୁଛି । ଅଫିସରେ ଫାଇଲ ମାସ ମାସ ଧରି ପଡ଼ି ରହୁଛି । ଦୁର୍ନୀତି ଓ ଅବହେଳା ଯୋଗୁଁ ଯୋଜନାର ସୁଫଳ ପ୍ରକୃତ ହିତାଧିକାରୀଙ୍କ ପାଖରେ ପହଞ୍ଚୁନାହିଁ । ସ୍ୱଚ୍ଛ ପ୍ରଶାସନ ହିଁ ଏହାର ସମାଧାନ । ସରକାରୀ ବ୍ୟବସ୍ଥାରେ ଥିବା ତ୍ରୁଟି ସାଧାରଣ ଲୋକଙ୍କୁ ହଇରାଣ କରୁଛି । ଅଫିସରେ ଫାଇଲ ମାସ ମାସ ଧରି ପଡ଼ି ରହୁଛି । ଦୁର୍ନୀତି ଓ ଅବହେଳା ଯୋଗୁଁ ଯୋଜନାର ସୁଫଳ ପ୍ରକୃତ ହିତାଧିକାରୀଙ୍କ ପାଖରେ ପହଞ୍ଚୁନାହିଁ । ସ୍ୱଚ୍ଛ ପ୍ରଶାସନ ହିଁ ଏହାର ସମାଧାନ । bbox=[316, 466, 372, 544]
feature-author-photo bbox=[10, 212, 52, 254]
lead-headline bbox=[256, 16, 370, 42]
quote-box bbox=[32, 56, 112, 90]
feature-rule bbox=[72, 250, 368, 251]
disclaimer: ଏହି ସ୍ତମ୍ଭରେ ପ୍ରକାଶିତ ଲେଖକମାନଙ୍କର ବିଚାର ସେମାନଙ୍କର ନିଜସ୍ୱ bbox=[120, 764, 222, 768]
paper-logo bbox=[8, 15, 112, 26]
right-author-name: ଡକ୍ଟର ମନୋରଞ୍ଜନ ଦାସ bbox=[380, 266, 414, 270]
bottom-col-2: ସରକାରୀ ବ୍ୟବସ୍ଥାରେ ଥିବା ତ୍ରୁଟି ସାଧାରଣ ଲୋକଙ୍କୁ ହଇରାଣ କରୁଛି । ଅଫିସରେ ଫାଇଲ ମାସ ମାସ ଧରି ପଡ଼ି ରହୁଛି । ଦୁର୍ନୀତି ଓ ଅବହେଳା ଯୋଗୁଁ ଯୋଜନାର ସୁଫଳ ପ୍ରକୃତ ହିତାଧିକାରୀଙ୍କ ପାଖରେ ପହଞ୍ଚୁନାହିଁ । ସ୍ୱଚ୍ଛ ପ୍ରଶାସନ ହିଁ ଏହାର ସମାଧାନ । ସରକାରୀ ବ୍ୟବସ୍ଥାରେ ଥିବା ତ୍ରୁଟି ସାଧାରଣ ଲୋକଙ୍କୁ ହଇରାଣ କରୁଛି । ଅଫିସରେ ଫାଇଲ ମାସ ମାସ ଧରି ପଡ଼ି ରହୁଛି । ଦୁର୍ନୀତି ଓ ଅବହେଳା ଯୋଗୁଁ ଯୋଜନାର ସୁଫଳ ପ୍ରକୃତ ହିତାଧିକାରୀଙ୍କ ପାଖରେ ପହଞ୍ଚୁନାହିଁ । ସ୍ୱଚ୍ଛ ପ୍ରଶାସନ ହିଁ ଏହାର ସମାଧାନ । ସରକାରୀ ବ୍ୟବସ୍ଥାରେ ଥିବା ତ୍ରୁଟି ସାଧାରଣ ଲୋକଙ୍କୁ ହଇରାଣ କରୁଛି । ଅଫିସରେ ଫାଇଲ ମାସ ମାସ ଧରି ପଡ଼ି ରହୁଛି । ଦୁର୍ନୀତି ଓ ଅବହେଳା ଯୋଗୁଁ ଯୋଜନାର ସୁଫଳ ପ୍ରକୃତ ହିତାଧିକାରୀଙ୍କ ପାଖରେ ପହଞ୍ଚୁନାହିଁ । ସ୍ୱଚ୍ଛ ପ୍ରଶାସନ ହିଁ ଏହାର ସମାଧାନ । ସରକାରୀ ବ୍ୟବସ୍ଥାରେ ଥିବା ତ୍ରୁଟି ସାଧାରଣ ଲୋକଙ୍କୁ ହଇରାଣ କରୁଛି । ଅଫିସରେ ଫାଇଲ ମାସ ମାସ ଧରି ପଡ଼ି ରହୁଛି । ଦୁର୍ନୀତି ଓ ଅବହେଳା ଯୋଗୁଁ ଯୋଜନାର ସୁଫଳ ପ୍ରକୃତ ହିତାଧିକାରୀଙ୍କ ପାଖରେ ପହଞ୍ଚୁନାହିଁ । ସ୍ୱଚ୍ଛ ପ୍ରଶାସନ ହିଁ ଏହାର ସମାଧାନ । ସରକାରୀ ବ୍ୟବସ୍ଥାରେ ଥିବା ତ୍ରୁଟି ସାଧାରଣ ଲୋକଙ୍କୁ ହଇରାଣ କରୁଛି । ଅଫିସରେ ଫାଇଲ ମାସ ମାସ ଧରି ପଡ଼ି ରହୁଛି । ଦୁର୍ନୀତି ଓ ଅବହେଳା ଯୋଗୁଁ ଯୋଜନାର ସୁଫଳ ପ୍ରକୃତ ହିତାଧିକାରୀଙ୍କ ପାଖରେ ପହଞ୍ଚୁନାହିଁ । ସ୍ୱଚ୍ଛ ପ୍ରଶାସନ ହିଁ ଏହାର ସମାଧାନ । ସରକାରୀ ବ୍ୟବସ୍ଥାରେ ଥିବା ତ୍ରୁଟି ସାଧାରଣ ଲୋକଙ୍କୁ ହଇରାଣ କରୁଛି । ଅଫିସରେ ଫାଇଲ ମାସ ମାସ ଧରି ପଡ଼ି ରହୁଛି । ଦୁର୍ନୀତି ଓ ଅବହେଳା ଯୋଗୁଁ ଯୋଜନାର ସୁଫଳ ପ୍ରକୃତ ହିତାଧିକାରୀଙ୍କ ପାଖରେ ପହଞ୍ଚୁନାହିଁ । ସ୍ୱଚ୍ଛ ପ୍ରଶାସନ ହିଁ ଏହାର ସମାଧାନ । ସରକାରୀ ବ୍ୟବସ୍ଥାରେ ଥିବା ତ୍ରୁଟି ସାଧାରଣ ଲୋକଙ୍କୁ ହଇରାଣ କରୁଛି । ଅଫିସରେ ଫାଇଲ ମାସ ମାସ ଧରି ପଡ଼ି ରହୁଛି । ଦୁର୍ନୀତି ଓ ଅବହେଳା ଯୋଗୁଁ ଯୋଜନାର ସୁଫଳ ପ୍ରକୃତ ହିତାଧିକାରୀଙ୍କ ପାଖରେ ପହଞ୍ଚୁନାହିଁ । ସ୍ୱଚ୍ଛ ପ୍ରଶାସନ ହିଁ ଏହାର ସମାଧାନ । ସରକାରୀ ବ୍ୟବସ୍ଥାରେ ଥିବା ତ୍ରୁଟି ସାଧାରଣ ଲୋକଙ୍କୁ ହଇରାଣ କରୁଛି । ଅଫିସରେ ଫାଇଲ ମାସ ମାସ ଧରି ପଡ଼ି ରହୁଛି । ଦୁର୍ନୀତି ଓ ଅବହେଳା ଯୋଗୁଁ ଯୋଜନାର ସୁଫଳ ପ୍ରକୃତ ହିତାଧିକାରୀଙ୍କ ପାଖରେ ପହଞ୍ଚୁନାହିଁ । ସ୍ୱଚ୍ଛ ପ୍ରଶାସନ ହିଁ ଏହାର ସମାଧାନ । bbox=[186, 466, 248, 536]
lead-story-body: ଦେଶରେ ଜାହାଜ ନିର୍ମାଣ ଶିଳ୍ପର ବିକାଶ ପାଇଁ ସରକାର ନୂଆ ନୀତି ପ୍ରଣୟନ କରିବା ଆବଶ୍ୟକ । ଉପକୂଳବର୍ତ୍ତୀ ରାଜ୍ୟଗୁଡ଼ିକରେ ଅଧିକ କାରଖାନା ପ୍ରତିଷ୍ଠା ହେଲେ ହଜାର ହଜାର ଯୁବକଙ୍କୁ ନିଯୁକ୍ତି ମିଳିବ । ବିଦେଶରୁ ଜାହାଜ ଆମଦାନୀ ଉପରେ ନିର୍ଭରଶୀଳତା କମିବ ଏବଂ ଦେଶର ଅର୍ଥନୀତି ସୁଦୃଢ଼ ହେବ । ବନ୍ଦରଗୁଡ଼ିକର ଆଧୁନିକୀକରଣ ସହ ଏହି ଶିଳ୍ପକୁ ପ୍ରୋତ୍ସାହନ ଦେବା ଦରକାର । ଦେଶରେ ଜାହାଜ ନିର୍ମାଣ ଶିଳ୍ପର ବିକାଶ ପାଇଁ ସରକାର ନୂଆ ନୀତି ପ୍ରଣୟନ କରିବା ଆବଶ୍ୟକ । ଉପକୂଳବର୍ତ୍ତୀ ରାଜ୍ୟଗୁଡ଼ିକରେ ଅଧିକ କାରଖାନା ପ୍ରତିଷ୍ଠା ହେଲେ ହଜାର ହଜାର ଯୁବକଙ୍କୁ ନିଯୁକ୍ତି ମିଳିବ । ବିଦେଶରୁ ଜାହାଜ ଆମଦାନୀ ଉପରେ ନିର୍ଭରଶୀଳତା କମିବ ଏବଂ ଦେଶର ଅର୍ଥନୀତି ସୁଦୃଢ଼ ହେବ । ବନ୍ଦରଗୁଡ଼ିକର ଆଧୁନିକୀକରଣ ସହ ଏହି ଶିଳ୍ପକୁ ପ୍ରୋତ୍ସାହନ ଦେବା ଦରକାର । ଦେଶରେ ଜାହାଜ ନିର୍ମାଣ ଶିଳ୍ପର ବିକାଶ ପାଇଁ ସରକାର ନୂଆ ନୀତି ପ୍ରଣୟନ କରିବା ଆବଶ୍ୟକ । ଉପକୂଳବର୍ତ୍ତୀ ରାଜ୍ୟଗୁଡ଼ିକରେ ଅଧିକ କାରଖାନା ପ୍ରତିଷ୍ଠା ହେଲେ ହଜାର ହଜାର ଯୁବକଙ୍କୁ ନିଯୁକ୍ତି ମିଳିବ । ବିଦେଶରୁ ଜାହାଜ ଆମଦାନୀ ଉପରେ ନିର୍ଭରଶୀଳତା କମିବ ଏବଂ ଦେଶର ଅର୍ଥନୀତି ସୁଦୃଢ଼ ହେବ । ବନ୍ଦରଗୁଡ଼ିକର ଆଧୁନିକୀକରଣ ସହ ଏହି ଶିଳ୍ପକୁ ପ୍ରୋତ୍ସାହନ ଦେବା ଦରକାର । ଦେଶରେ ଜାହାଜ ନିର୍ମାଣ ଶିଳ୍ପର ବିକାଶ ପାଇଁ ସରକାର ନୂଆ ନୀତି ପ୍ରଣୟନ କରିବା ଆବଶ୍ୟକ । ଉପକୂଳବର୍ତ୍ତୀ ରାଜ୍ୟଗୁଡ଼ିକରେ ଅଧିକ କାରଖାନା ପ୍ରତିଷ୍ଠା ହେଲେ ହଜାର ହଜାର ଯୁବକଙ୍କୁ ନିଯୁକ୍ତି ମିଳିବ । ବିଦେଶରୁ ଜାହାଜ ଆମଦାନୀ ଉପରେ ନିର୍ଭରଶୀଳତା କମିବ ଏବଂ ଦେଶର ଅର୍ଥନୀତି ସୁଦୃଢ଼ ହେବ । ବନ୍ଦରଗୁଡ଼ିକର ଆଧୁନିକୀକରଣ ସହ ଏହି ଶିଳ୍ପକୁ ପ୍ରୋତ୍ସାହନ ଦେବା ଦରକାର । ଦେଶରେ ଜାହାଜ ନିର୍ମାଣ ଶିଳ୍ପର ବିକାଶ ପାଇଁ ସରକାର ନୂଆ ନୀତି ପ୍ରଣୟନ କରିବା ଆବଶ୍ୟକ । ଉପକୂଳବର୍ତ୍ତୀ ରାଜ୍ୟଗୁଡ଼ିକରେ ଅଧିକ କାରଖାନା ପ୍ରତିଷ୍ଠା ହେଲେ ହଜାର ହଜାର ଯୁବକଙ୍କୁ ନିଯୁକ୍ତି ମିଳିବ । ବିଦେଶରୁ ଜାହାଜ ଆମଦାନୀ ଉପରେ ନିର୍ଭରଶୀଳତା କମିବ ଏବଂ ଦେଶର ଅର୍ଥନୀତି ସୁଦୃଢ଼ ହେବ । ବନ୍ଦରଗୁଡ଼ିକର ଆଧୁନିକୀକରଣ ସହ ଏହି ଶିଳ୍ପକୁ ପ୍ରୋତ୍ସାହନ ଦେବା ଦରକାର । ଦେଶରେ ଜାହାଜ ନିର୍ମାଣ ଶିଳ୍ପର ବିକାଶ ପାଇଁ ସରକାର ନୂଆ ନୀତି ପ୍ରଣୟନ କରିବା ଆବଶ୍ୟକ । ଉପକୂଳବର୍ତ୍ତୀ ରାଜ୍ୟଗୁଡ଼ିକରେ ଅଧିକ କାରଖାନା ପ୍ରତିଷ୍ଠା ହେଲେ ହଜାର ହଜାର ଯୁବକଙ୍କୁ ନିଯୁକ୍ତି ମିଳିବ । ବିଦେଶରୁ ଜାହାଜ ଆମଦାନୀ ଉପରେ ନିର୍ଭରଶୀଳତା କମିବ ଏବଂ ଦେଶର ଅର୍ଥନୀତି ସୁଦୃଢ଼ ହେବ । ବନ୍ଦରଗୁଡ଼ିକର ଆଧୁନିକୀକରଣ ସହ ଏହି ଶିଳ୍ପକୁ ପ୍ରୋତ୍ସାହନ ଦେବା ଦରକାର । ଦେଶରେ ଜାହାଜ ନିର୍ମାଣ ଶିଳ୍ପର ବିକାଶ ପାଇଁ ସରକାର ନୂଆ ନୀତି ପ୍ରଣୟନ କରିବା ଆବଶ୍ୟକ । ଉପକୂଳବର୍ତ୍ତୀ ରାଜ୍ୟଗୁଡ଼ିକରେ ଅଧିକ କାରଖାନା ପ୍ରତିଷ୍ଠା ହେଲେ ହଜାର ହଜାର ଯୁବକଙ୍କୁ ନିଯୁକ୍ତି ମିଳିବ । ବିଦେଶରୁ ଜାହାଜ ଆମଦାନୀ ଉପରେ ନିର୍ଭରଶୀଳତା କମିବ ଏବଂ ଦେଶର ଅର୍ଥନୀତି ସୁଦୃଢ଼ ହେବ । ବନ୍ଦରଗୁଡ଼ିକର ଆଧୁନିକୀକରଣ ସହ ଏହି ଶିଳ୍ପକୁ ପ୍ରୋତ୍ସାହନ ଦେବା ଦରକାର । ଦେଶରେ ଜାହାଜ ନିର୍ମାଣ ଶିଳ୍ପର ବିକାଶ ପାଇଁ ସରକାର ନୂଆ ନୀତି ପ୍ରଣୟନ କରିବା ଆବଶ୍ୟକ । ଉପକୂଳବର୍ତ୍ତୀ ରାଜ୍ୟଗୁଡ଼ିକରେ ଅଧିକ କାରଖାନା ପ୍ରତିଷ୍ଠା ହେଲେ ହଜାର ହଜାର ଯୁବକଙ୍କୁ ନିଯୁକ୍ତି ମିଳିବ । ବିଦେଶରୁ ଜାହାଜ ଆମଦାନୀ ଉପରେ ନିର୍ଭରଶୀଳତା କମିବ ଏବଂ ଦେଶର ଅର୍ଥନୀତି ସୁଦୃଢ଼ ହେବ । ବନ୍ଦରଗୁଡ଼ିକର ଆଧୁନିକୀକରଣ ସହ ଏହି ଶିଳ୍ପକୁ ପ୍ରୋତ୍ସାହନ ଦେବା ଦରକାର । bbox=[256, 44, 370, 101]
column-footer: - ମ.ଭା. ୨୦୨୦ bbox=[84, 658, 102, 662]
email-addresses[interactable]: editor@pragativadi.com / feature@pragativadi.com bbox=[10, 133, 88, 137]
feature-col-4: ଦେଶରେ ଜାହାଜ ନିର୍ମାଣ ଶିଳ୍ପର ବିକାଶ ପାଇଁ ସରକାର ନୂଆ ନୀତି ପ୍ରଣୟନ କରିବା ଆବଶ୍ୟକ । ଉପକୂଳବର୍ତ୍ତୀ ରାଜ୍ୟଗୁଡ଼ିକରେ ଅଧିକ କାରଖାନା ପ୍ରତିଷ୍ଠା ହେଲେ ହଜାର ହଜାର ଯୁବକଙ୍କୁ ନିଯୁକ୍ତି ମିଳିବ । ବିଦେଶରୁ ଜାହାଜ ଆମଦାନୀ ଉପରେ ନିର୍ଭରଶୀଳତା କମିବ ଏବଂ ଦେଶର ଅର୍ଥନୀତି ସୁଦୃଢ଼ ହେବ । ବନ୍ଦରଗୁଡ଼ିକର ଆଧୁନିକୀକରଣ ସହ ଏହି ଶିଳ୍ପକୁ ପ୍ରୋତ୍ସାହନ ଦେବା ଦରକାର । ଦେଶରେ ଜାହାଜ ନିର୍ମାଣ ଶିଳ୍ପର ବିକାଶ ପାଇଁ ସରକାର ନୂଆ ନୀତି ପ୍ରଣୟନ କରିବା ଆବଶ୍ୟକ । ଉପକୂଳବର୍ତ୍ତୀ ରାଜ୍ୟଗୁଡ଼ିକରେ ଅଧିକ କାରଖାନା ପ୍ରତିଷ୍ଠା ହେଲେ ହଜାର ହଜାର ଯୁବକଙ୍କୁ ନିଯୁକ୍ତି ମିଳିବ । ବିଦେଶରୁ ଜାହାଜ ଆମଦାନୀ ଉପରେ ନିର୍ଭରଶୀଳତା କମିବ ଏବଂ ଦେଶର ଅର୍ଥନୀତି ସୁଦୃଢ଼ ହେବ । ବନ୍ଦରଗୁଡ଼ିକର ଆଧୁନିକୀକରଣ ସହ ଏହି ଶିଳ୍ପକୁ ପ୍ରୋତ୍ସାହନ ଦେବା ଦରକାର । ଦେଶରେ ଜାହାଜ ନିର୍ମାଣ ଶିଳ୍ପର ବିକାଶ ପାଇଁ ସରକାର ନୂଆ ନୀତି ପ୍ରଣୟନ କରିବା ଆବଶ୍ୟକ । ଉପକୂଳବର୍ତ୍ତୀ ରାଜ୍ୟଗୁଡ଼ିକରେ ଅଧିକ କାରଖାନା ପ୍ରତିଷ୍ଠା ହେଲେ ହଜାର ହଜାର ଯୁବକଙ୍କୁ ନିଯୁକ୍ତି ମିଳିବ । ବିଦେଶରୁ ଜାହାଜ ଆମଦାନୀ ଉପରେ ନିର୍ଭରଶୀଳତା କମିବ ଏବଂ ଦେଶର ଅର୍ଥନୀତି ସୁଦୃଢ଼ ହେବ । ବନ୍ଦରଗୁଡ଼ିକର ଆଧୁନିକୀକରଣ ସହ ଏହି ଶିଳ୍ପକୁ ପ୍ରୋତ୍ସାହନ ଦେବା ଦରକାର । ଦେଶରେ ଜାହାଜ ନିର୍ମାଣ ଶିଳ୍ପର ବିକାଶ ପାଇଁ ସରକାର ନୂଆ ନୀତି ପ୍ରଣୟନ କରିବା ଆବଶ୍ୟକ । ଉପକୂଳବର୍ତ୍ତୀ ରାଜ୍ୟଗୁଡ଼ିକରେ ଅଧିକ କାରଖାନା ପ୍ରତିଷ୍ଠା ହେଲେ ହଜାର ହଜାର ଯୁବକଙ୍କୁ ନିଯୁକ୍ତି ମିଳିବ । ବିଦେଶରୁ ଜାହାଜ ଆମଦାନୀ ଉପରେ ନିର୍ଭରଶୀଳତା କମିବ ଏବଂ ଦେଶର ଅର୍ଥନୀତି ସୁଦୃଢ଼ ହେବ । ବନ୍ଦରଗୁଡ଼ିକର ଆଧୁନିକୀକରଣ ସହ ଏହି ଶିଳ୍ପକୁ ପ୍ରୋତ୍ସାହନ ଦେବା ଦରକାର । ଦେଶରେ ଜାହାଜ ନିର୍ମାଣ ଶିଳ୍ପର ବିକାଶ ପାଇଁ ସରକାର ନୂଆ ନୀତି ପ୍ରଣୟନ କରିବା ଆବଶ୍ୟକ । ଉପକୂଳବର୍ତ୍ତୀ ରାଜ୍ୟଗୁଡ଼ିକରେ ଅଧିକ କାରଖାନା ପ୍ରତିଷ୍ଠା ହେଲେ ହଜାର ହଜାର ଯୁବକଙ୍କୁ ନିଯୁକ୍ତି ମିଳିବ । ବିଦେଶରୁ ଜାହାଜ ଆମଦାନୀ ଉପରେ ନିର୍ଭରଶୀଳତା କମିବ ଏବଂ ଦେଶର ଅର୍ଥନୀତି ସୁଦୃଢ଼ ହେବ । ବନ୍ଦରଗୁଡ଼ିକର ଆଧୁନିକୀକରଣ ସହ ଏହି ଶିଳ୍ପକୁ ପ୍ରୋତ୍ସାହନ ଦେବା ଦରକାର । ଦେଶରେ ଜାହାଜ ନିର୍ମାଣ ଶିଳ୍ପର ବିକାଶ ପାଇଁ ସରକାର ନୂଆ ନୀତି ପ୍ରଣୟନ କରିବା ଆବଶ୍ୟକ । ଉପକୂଳବର୍ତ୍ତୀ ରାଜ୍ୟଗୁଡ଼ିକରେ ଅଧିକ କାରଖାନା ପ୍ରତିଷ୍ଠା ହେଲେ ହଜାର ହଜାର ଯୁବକଙ୍କୁ ନିଯୁକ୍ତି ମିଳିବ । ବିଦେଶରୁ ଜାହାଜ ଆମଦାନୀ ଉପରେ ନିର୍ଭରଶୀଳତା କମିବ ଏବଂ ଦେଶର ଅର୍ଥନୀତି ସୁଦୃଢ଼ ହେବ । ବନ୍ଦରଗୁଡ଼ିକର ଆଧୁନିକୀକରଣ ସହ ଏହି ଶିଳ୍ପକୁ ପ୍ରୋତ୍ସାହନ ଦେବା ଦରକାର । ଦେଶରେ ଜାହାଜ ନିର୍ମାଣ ଶିଳ୍ପର ବିକାଶ ପାଇଁ ସରକାର ନୂଆ ନୀତି ପ୍ରଣୟନ କରିବା ଆବଶ୍ୟକ । ଉପକୂଳବର୍ତ୍ତୀ ରାଜ୍ୟଗୁଡ଼ିକରେ ଅଧିକ କାରଖାନା ପ୍ରତିଷ୍ଠା ହେଲେ ହଜାର ହଜାର ଯୁବକଙ୍କୁ ନିଯୁକ୍ତି ମିଳିବ । ବିଦେଶରୁ ଜାହାଜ ଆମଦାନୀ ଉପରେ ନିର୍ଭରଶୀଳତା କମିବ ଏବଂ ଦେଶର ଅର୍ଥନୀତି ସୁଦୃଢ଼ ହେବ । ବନ୍ଦରଗୁଡ଼ିକର ଆଧୁନିକୀକରଣ ସହ ଏହି ଶିଳ୍ପକୁ ପ୍ରୋତ୍ସାହନ ଦେବା ଦରକାର । ଦେଶରେ ଜାହାଜ ନିର୍ମାଣ ଶିଳ୍ପର ବିକାଶ ପାଇଁ ସରକାର ନୂଆ ନୀତି ପ୍ରଣୟନ କରିବା ଆବଶ୍ୟକ । ଉପକୂଳବର୍ତ୍ତୀ ରାଜ୍ୟଗୁଡ଼ିକରେ ଅଧିକ କାରଖାନା ପ୍ରତିଷ୍ଠା ହେଲେ ହଜାର ହଜାର ଯୁବକଙ୍କୁ ନିଯୁକ୍ତି ମିଳିବ । ବିଦେଶରୁ ଜାହାଜ ଆମଦାନୀ ଉପରେ ନିର୍ଭରଶୀଳତା କମିବ ଏବଂ ଦେଶର ଅର୍ଥନୀତି ସୁଦୃଢ଼ ହେବ । ବନ୍ଦରଗୁଡ଼ିକର ଆଧୁନିକୀକରଣ ସହ ଏହି ଶିଳ୍ପକୁ ପ୍ରୋତ୍ସାହନ ଦେବା ଦରକାର । bbox=[202, 314, 264, 419]
feature-col-3: ଦେଶରେ ଜାହାଜ ନିର୍ମାଣ ଶିଳ୍ପର ବିକାଶ ପାଇଁ ସରକାର ନୂଆ ନୀତି ପ୍ରଣୟନ କରିବା ଆବଶ୍ୟକ । ଉପକୂଳବର୍ତ୍ତୀ ରାଜ୍ୟଗୁଡ଼ିକରେ ଅଧିକ କାରଖାନା ପ୍ରତିଷ୍ଠା ହେଲେ ହଜାର ହଜାର ଯୁବକଙ୍କୁ ନିଯୁକ୍ତି ମିଳିବ । ବିଦେଶରୁ ଜାହାଜ ଆମଦାନୀ ଉପରେ ନିର୍ଭରଶୀଳତା କମିବ ଏବଂ ଦେଶର ଅର୍ଥନୀତି ସୁଦୃଢ଼ ହେବ । ବନ୍ଦରଗୁଡ଼ିକର ଆଧୁନିକୀକରଣ ସହ ଏହି ଶିଳ୍ପକୁ ପ୍ରୋତ୍ସାହନ ଦେବା ଦରକାର । ଦେଶରେ ଜାହାଜ ନିର୍ମାଣ ଶିଳ୍ପର ବିକାଶ ପାଇଁ ସରକାର ନୂଆ ନୀତି ପ୍ରଣୟନ କରିବା ଆବଶ୍ୟକ । ଉପକୂଳବର୍ତ୍ତୀ ରାଜ୍ୟଗୁଡ଼ିକରେ ଅଧିକ କାରଖାନା ପ୍ରତିଷ୍ଠା ହେଲେ ହଜାର ହଜାର ଯୁବକଙ୍କୁ ନିଯୁକ୍ତି ମିଳିବ । ବିଦେଶରୁ ଜାହାଜ ଆମଦାନୀ ଉପରେ ନିର୍ଭରଶୀଳତା କମିବ ଏବଂ ଦେଶର ଅର୍ଥନୀତି ସୁଦୃଢ଼ ହେବ । ବନ୍ଦରଗୁଡ଼ିକର ଆଧୁନିକୀକରଣ ସହ ଏହି ଶିଳ୍ପକୁ ପ୍ରୋତ୍ସାହନ ଦେବା ଦରକାର । ଦେଶରେ ଜାହାଜ ନିର୍ମାଣ ଶିଳ୍ପର ବିକାଶ ପାଇଁ ସରକାର ନୂଆ ନୀତି ପ୍ରଣୟନ କରିବା ଆବଶ୍ୟକ । ଉପକୂଳବର୍ତ୍ତୀ ରାଜ୍ୟଗୁଡ଼ିକରେ ଅଧିକ କାରଖାନା ପ୍ରତିଷ୍ଠା ହେଲେ ହଜାର ହଜାର ଯୁବକଙ୍କୁ ନିଯୁକ୍ତି ମିଳିବ । ବିଦେଶରୁ ଜାହାଜ ଆମଦାନୀ ଉପରେ ନିର୍ଭରଶୀଳତା କମିବ ଏବଂ ଦେଶର ଅର୍ଥନୀତି ସୁଦୃଢ଼ ହେବ । ବନ୍ଦରଗୁଡ଼ିକର ଆଧୁନିକୀକରଣ ସହ ଏହି ଶିଳ୍ପକୁ ପ୍ରୋତ୍ସାହନ ଦେବା ଦରକାର । ଦେଶରେ ଜାହାଜ ନିର୍ମାଣ ଶିଳ୍ପର ବିକାଶ ପାଇଁ ସରକାର ନୂଆ ନୀତି ପ୍ରଣୟନ କରିବା ଆବଶ୍ୟକ । ଉପକୂଳବର୍ତ୍ତୀ ରାଜ୍ୟଗୁଡ଼ିକରେ ଅଧିକ କାରଖାନା ପ୍ରତିଷ୍ଠା ହେଲେ ହଜାର ହଜାର ଯୁବକଙ୍କୁ ନିଯୁକ୍ତି ମିଳିବ । ବିଦେଶରୁ ଜାହାଜ ଆମଦାନୀ ଉପରେ ନିର୍ଭରଶୀଳତା କମିବ ଏବଂ ଦେଶର ଅର୍ଥନୀତି ସୁଦୃଢ଼ ହେବ । ବନ୍ଦରଗୁଡ଼ିକର ଆଧୁନିକୀକରଣ ସହ ଏହି ଶିଳ୍ପକୁ ପ୍ରୋତ୍ସାହନ ଦେବା ଦରକାର । ଦେଶରେ ଜାହାଜ ନିର୍ମାଣ ଶିଳ୍ପର ବିକାଶ ପାଇଁ ସରକାର ନୂଆ ନୀତି ପ୍ରଣୟନ କରିବା ଆବଶ୍ୟକ । ଉପକୂଳବର୍ତ୍ତୀ ରାଜ୍ୟଗୁଡ଼ିକରେ ଅଧିକ କାରଖାନା ପ୍ରତିଷ୍ଠା ହେଲେ ହଜାର ହଜାର ଯୁବକଙ୍କୁ ନିଯୁକ୍ତି ମିଳିବ । ବିଦେଶରୁ ଜାହାଜ ଆମଦାନୀ ଉପରେ ନିର୍ଭରଶୀଳତା କମିବ ଏବଂ ଦେଶର ଅର୍ଥନୀତି ସୁଦୃଢ଼ ହେବ । ବନ୍ଦରଗୁଡ଼ିକର ଆଧୁନିକୀକରଣ ସହ ଏହି ଶିଳ୍ପକୁ ପ୍ରୋତ୍ସାହନ ଦେବା ଦରକାର । ଦେଶରେ ଜାହାଜ ନିର୍ମାଣ ଶିଳ୍ପର ବିକାଶ ପାଇଁ ସରକାର ନୂଆ ନୀତି ପ୍ରଣୟନ କରିବା ଆବଶ୍ୟକ । ଉପକୂଳବର୍ତ୍ତୀ ରାଜ୍ୟଗୁଡ଼ିକରେ ଅଧିକ କାରଖାନା ପ୍ରତିଷ୍ଠା ହେଲେ ହଜାର ହଜାର ଯୁବକଙ୍କୁ ନିଯୁକ୍ତି ମିଳିବ । ବିଦେଶରୁ ଜାହାଜ ଆମଦାନୀ ଉପରେ ନିର୍ଭରଶୀଳତା କମିବ ଏବଂ ଦେଶର ଅର୍ଥନୀତି ସୁଦୃଢ଼ ହେବ । ବନ୍ଦରଗୁଡ଼ିକର ଆଧୁନିକୀକରଣ ସହ ଏହି ଶିଳ୍ପକୁ ପ୍ରୋତ୍ସାହନ ଦେବା ଦରକାର । ଦେଶରେ ଜାହାଜ ନିର୍ମାଣ ଶିଳ୍ପର ବିକାଶ ପାଇଁ ସରକାର ନୂଆ ନୀତି ପ୍ରଣୟନ କରିବା ଆବଶ୍ୟକ । ଉପକୂଳବର୍ତ୍ତୀ ରାଜ୍ୟଗୁଡ଼ିକରେ ଅଧିକ କାରଖାନା ପ୍ରତିଷ୍ଠା ହେଲେ ହଜାର ହଜାର ଯୁବକଙ୍କୁ ନିଯୁକ୍ତି ମିଳିବ । ବିଦେଶରୁ ଜାହାଜ ଆମଦାନୀ ଉପରେ ନିର୍ଭରଶୀଳତା କମିବ ଏବଂ ଦେଶର ଅର୍ଥନୀତି ସୁଦୃଢ଼ ହେବ । ବନ୍ଦରଗୁଡ଼ିକର ଆଧୁନିକୀକରଣ ସହ ଏହି ଶିଳ୍ପକୁ ପ୍ରୋତ୍ସାହନ ଦେବା ଦରକାର । ଦେଶରେ ଜାହାଜ ନିର୍ମାଣ ଶିଳ୍ପର ବିକାଶ ପାଇଁ ସରକାର ନୂଆ ନୀତି ପ୍ରଣୟନ କରିବା ଆବଶ୍ୟକ । ଉପକୂଳବର୍ତ୍ତୀ ରାଜ୍ୟଗୁଡ଼ିକରେ ଅଧିକ କାରଖାନା ପ୍ରତିଷ୍ଠା ହେଲେ ହଜାର ହଜାର ଯୁବକଙ୍କୁ ନିଯୁକ୍ତି ମିଳିବ । ବିଦେଶରୁ ଜାହାଜ ଆମଦାନୀ ଉପରେ ନିର୍ଭରଶୀଳତା କମିବ ଏବଂ ଦେଶର ଅର୍ଥନୀତି ସୁଦୃଢ଼ ହେବ । ବନ୍ଦରଗୁଡ଼ିକର ଆଧୁନିକୀକରଣ ସହ ଏହି ଶିଳ୍ପକୁ ପ୍ରୋତ୍ସାହନ ଦେବା ଦରକାର । bbox=[138, 253, 198, 361]
registration-black bbox=[487, 776, 496, 784]
founder-block bbox=[8, 93, 112, 127]
publisher-address: ପ୍ଲଟ ନଂ ୧୭୭, ଜନପଥ, ଭୁବନେଶ୍ୱର bbox=[32, 109, 79, 113]
feature-author-name: ଡ. ଅଶୋକ କୁମାର ମିଶ୍ର bbox=[6, 256, 64, 264]
website-url[interactable]: pragativadi.com bbox=[404, 2, 460, 9]
strip-body-1: ସରକାରୀ ବ୍ୟବସ୍ଥାରେ ଥିବା ତ୍ରୁଟି ସାଧାରଣ ଲୋକଙ୍କୁ ହଇରାଣ କରୁଛି । ଅଫିସରେ ଫାଇଲ ମାସ ମାସ ଧରି ପଡ଼ି ରହୁଛି । ଦୁର୍ନୀତି ଓ ଅବହେଳା ଯୋଗୁଁ ଯୋଜନାର ସୁଫଳ ପ୍ରକୃତ ହିତାଧିକାରୀଙ୍କ ପାଖରେ ପହଞ୍ଚୁନାହିଁ । ସ୍ୱଚ୍ଛ ପ୍ରଶାସନ ହିଁ ଏହାର ସମାଧାନ । ସରକାରୀ ବ୍ୟବସ୍ଥାରେ ଥିବା ତ୍ରୁଟି ସାଧାରଣ ଲୋକଙ୍କୁ ହଇରାଣ କରୁଛି । ଅଫିସରେ ଫାଇଲ ମାସ ମାସ ଧରି ପଡ଼ି ରହୁଛି । ଦୁର୍ନୀତି ଓ ଅବହେଳା ଯୋଗୁଁ ଯୋଜନାର ସୁଫଳ ପ୍ରକୃତ ହିତାଧିକାରୀଙ୍କ ପାଖରେ ପହଞ୍ଚୁନାହିଁ । ସ୍ୱଚ୍ଛ ପ୍ରଶାସନ ହିଁ ଏହାର ସମାଧାନ । ସରକାରୀ ବ୍ୟବସ୍ଥାରେ ଥିବା ତ୍ରୁଟି ସାଧାରଣ ଲୋକଙ୍କୁ ହଇରାଣ କରୁଛି । ଅଫିସରେ ଫାଇଲ ମାସ ମାସ ଧରି ପଡ଼ି ରହୁଛି । ଦୁର୍ନୀତି ଓ ଅବହେଳା ଯୋଗୁଁ ଯୋଜନାର ସୁଫଳ ପ୍ରକୃତ ହିତାଧିକାରୀଙ୍କ ପାଖରେ ପହଞ୍ଚୁନାହିଁ । ସ୍ୱଚ୍ଛ ପ୍ରଶାସନ ହିଁ ଏହାର ସମାଧାନ । ସରକାରୀ ବ୍ୟବସ୍ଥାରେ ଥିବା ତ୍ରୁଟି ସାଧାରଣ ଲୋକଙ୍କୁ ହଇରାଣ କରୁଛି । ଅଫିସରେ ଫାଇଲ ମାସ ମାସ ଧରି ପଡ଼ି ରହୁଛି । ଦୁର୍ନୀତି ଓ ଅବହେଳା ଯୋଗୁଁ ଯୋଜନାର ସୁଫଳ ପ୍ରକୃତ ହିତାଧିକାରୀଙ୍କ ପାଖରେ ପହଞ୍ଚୁନାହିଁ । ସ୍ୱଚ୍ଛ ପ୍ରଶାସନ ହିଁ ଏହାର ସମାଧାନ । ସରକାରୀ ବ୍ୟବସ୍ଥାରେ ଥିବା ତ୍ରୁଟି ସାଧାରଣ ଲୋକଙ୍କୁ ହଇରାଣ କରୁଛି । ଅଫିସରେ ଫାଇଲ ମାସ ମାସ ଧରି ପଡ଼ି ରହୁଛି । ଦୁର୍ନୀତି ଓ ଅବହେଳା ଯୋଗୁଁ ଯୋଜନାର ସୁଫଳ ପ୍ରକୃତ ହିତାଧିକାରୀଙ୍କ ପାଖରେ ପହଞ୍ଚୁନାହିଁ । ସ୍ୱଚ୍ଛ ପ୍ରଶାସନ ହିଁ ଏହାର ସମାଧାନ । ସରକାରୀ ବ୍ୟବସ୍ଥାରେ ଥିବା ତ୍ରୁଟି ସାଧାରଣ ଲୋକଙ୍କୁ ହଇରାଣ କରୁଛି । ଅଫିସରେ ଫାଇଲ ମାସ ମାସ ଧରି ପଡ଼ି ରହୁଛି । ଦୁର୍ନୀତି ଓ ଅବହେଳା ଯୋଗୁଁ ଯୋଜନାର ସୁଫଳ ପ୍ରକୃତ ହିତାଧିକାରୀଙ୍କ ପାଖରେ ପହଞ୍ଚୁନାହିଁ । ସ୍ୱଚ୍ଛ ପ୍ରଶାସନ ହିଁ ଏହାର ସମାଧାନ । ସରକାରୀ ବ୍ୟବସ୍ଥାରେ ଥିବା ତ୍ରୁଟି ସାଧାରଣ ଲୋକଙ୍କୁ ହଇରାଣ କରୁଛି । ଅଫିସରେ ଫାଇଲ ମାସ ମାସ ଧରି ପଡ଼ି ରହୁଛି । ଦୁର୍ନୀତି ଓ ଅବହେଳା ଯୋଗୁଁ ଯୋଜନାର ସୁଫଳ ପ୍ରକୃତ ହିତାଧିକାରୀଙ୍କ ପାଖରେ ପହଞ୍ଚୁନାହିଁ । ସ୍ୱଚ୍ଛ ପ୍ରଶାସନ ହିଁ ଏହାର ସମାଧାନ । ସରକାରୀ ବ୍ୟବସ୍ଥାରେ ଥିବା ତ୍ରୁଟି ସାଧାରଣ ଲୋକଙ୍କୁ ହଇରାଣ କରୁଛି । ଅଫିସରେ ଫାଇଲ ମାସ ମାସ ଧରି ପଡ଼ି ରହୁଛି । ଦୁର୍ନୀତି ଓ ଅବହେଳା ଯୋଗୁଁ ଯୋଜନାର ସୁଫଳ ପ୍ରକୃତ ହିତାଧିକାରୀଙ୍କ ପାଖରେ ପହଞ୍ଚୁନାହିଁ । ସ୍ୱଚ୍ଛ ପ୍ରଶାସନ ହିଁ ଏହାର ସମାଧାନ । bbox=[18, 674, 104, 725]
quote-author: - ମହାତ୍ମା ଗାନ୍ଧୀ bbox=[80, 83, 102, 87]
founder-name: ସ୍ୱର୍ଗତ ସମ୍ପାଦକ bbox=[32, 95, 63, 100]
feature-col-2: ଓଡ଼ିଶାର ଆତିଥ୍ୟ ପରମ୍ପରା ବହୁ ପୁରୁଣା । ଅତିଥି ଦେବୋ ଭବ ଏହି ମନ୍ତ୍ର ଆମ ସଂସ୍କୃତିର ମୂଳ ଭିତ୍ତି । ଗାଁ ଗହଳିରେ ଆଜି ବି ଘରକୁ ଆସିଥିବା ଅତିଥିଙ୍କୁ ଜଳପାନ ଦେଇ ସ୍ୱାଗତ କରାଯାଏ । କିନ୍ତୁ ସହରୀକରଣ ଓ ଆଧୁନିକ ଜୀବନଶୈଳୀ ଏହି ପରମ୍ପରାକୁ ଧୀରେ ଧୀରେ ପ୍ରଭାବିତ କରୁଛି । ପରିବାରର ସଦସ୍ୟମାନେ ନିଜ ନିଜ କାମରେ ବ୍ୟସ୍ତ ରହୁଥିବାରୁ ଅତିଥି ସତ୍କାର ପାଇଁ ସମୟ ମିଳୁନାହିଁ । ଏହାକୁ ସଂରକ୍ଷଣ କରିବା ଆମ ସମସ୍ତଙ୍କର ଦାୟିତ୍ୱ । ଓଡ଼ିଶାର ଆତିଥ୍ୟ ପରମ୍ପରା ବହୁ ପୁରୁଣା । ଅତିଥି ଦେବୋ ଭବ ଏହି ମନ୍ତ୍ର ଆମ ସଂସ୍କୃତିର ମୂଳ ଭିତ୍ତି । ଗାଁ ଗହଳିରେ ଆଜି ବି ଘରକୁ ଆସିଥିବା ଅତିଥିଙ୍କୁ ଜଳପାନ ଦେଇ ସ୍ୱାଗତ କରାଯାଏ । କିନ୍ତୁ ସହରୀକରଣ ଓ ଆଧୁନିକ ଜୀବନଶୈଳୀ ଏହି ପରମ୍ପରାକୁ ଧୀରେ ଧୀରେ ପ୍ରଭାବିତ କରୁଛି । ପରିବାରର ସଦସ୍ୟମାନେ ନିଜ ନିଜ କାମରେ ବ୍ୟସ୍ତ ରହୁଥିବାରୁ ଅତିଥି ସତ୍କାର ପାଇଁ ସମୟ ମିଳୁନାହିଁ । ଏହାକୁ ସଂରକ୍ଷଣ କରିବା ଆମ ସମସ୍ତଙ୍କର ଦାୟିତ୍ୱ । ଓଡ଼ିଶାର ଆତିଥ୍ୟ ପରମ୍ପରା ବହୁ ପୁରୁଣା । ଅତିଥି ଦେବୋ ଭବ ଏହି ମନ୍ତ୍ର ଆମ ସଂସ୍କୃତିର ମୂଳ ଭିତ୍ତି । ଗାଁ ଗହଳିରେ ଆଜି ବି ଘରକୁ ଆସିଥିବା ଅତିଥିଙ୍କୁ ଜଳପାନ ଦେଇ ସ୍ୱାଗତ କରାଯାଏ । କିନ୍ତୁ ସହରୀକରଣ ଓ ଆଧୁନିକ ଜୀବନଶୈଳୀ ଏହି ପରମ୍ପରାକୁ ଧୀରେ ଧୀରେ ପ୍ରଭାବିତ କରୁଛି । ପରିବାରର ସଦସ୍ୟମାନେ ନିଜ ନିଜ କାମରେ ବ୍ୟସ୍ତ ରହୁଥିବାରୁ ଅତିଥି ସତ୍କାର ପାଇଁ ସମୟ ମିଳୁନାହିଁ । ଏହାକୁ ସଂରକ୍ଷଣ କରିବା ଆମ ସମସ୍ତଙ୍କର ଦାୟିତ୍ୱ । ଓଡ଼ିଶାର ଆତିଥ୍ୟ ପରମ୍ପରା ବହୁ ପୁରୁଣା । ଅତିଥି ଦେବୋ ଭବ ଏହି ମନ୍ତ୍ର ଆମ ସଂସ୍କୃତିର ମୂଳ ଭିତ୍ତି । ଗାଁ ଗହଳିରେ ଆଜି ବି ଘରକୁ ଆସିଥିବା ଅତିଥିଙ୍କୁ ଜଳପାନ ଦେଇ ସ୍ୱାଗତ କରାଯାଏ । କିନ୍ତୁ ସହରୀକରଣ ଓ ଆଧୁନିକ ଜୀବନଶୈଳୀ ଏହି ପରମ୍ପରାକୁ ଧୀରେ ଧୀରେ ପ୍ରଭାବିତ କରୁଛି । ପରିବାରର ସଦସ୍ୟମାନେ ନିଜ ନିଜ କାମରେ ବ୍ୟସ୍ତ ରହୁଥିବାରୁ ଅତିଥି ସତ୍କାର ପାଇଁ ସମୟ ମିଳୁନାହିଁ । ଏହାକୁ ସଂରକ୍ଷଣ କରିବା ଆମ ସମସ୍ତଙ୍କର ଦାୟିତ୍ୱ । ଓଡ଼ିଶାର ଆତିଥ୍ୟ ପରମ୍ପରା ବହୁ ପୁରୁଣା । ଅତିଥି ଦେବୋ ଭବ ଏହି ମନ୍ତ୍ର ଆମ ସଂସ୍କୃତିର ମୂଳ ଭିତ୍ତି । ଗାଁ ଗହଳିରେ ଆଜି ବି ଘରକୁ ଆସିଥିବା ଅତିଥିଙ୍କୁ ଜଳପାନ ଦେଇ ସ୍ୱାଗତ କରାଯାଏ । କିନ୍ତୁ ସହରୀକରଣ ଓ ଆଧୁନିକ ଜୀବନଶୈଳୀ ଏହି ପରମ୍ପରାକୁ ଧୀରେ ଧୀରେ ପ୍ରଭାବିତ କରୁଛି । ପରିବାରର ସଦସ୍ୟମାନେ ନିଜ ନିଜ କାମରେ ବ୍ୟସ୍ତ ରହୁଥିବାରୁ ଅତିଥି ସତ୍କାର ପାଇଁ ସମୟ ମିଳୁନାହିଁ । ଏହାକୁ ସଂରକ୍ଷଣ କରିବା ଆମ ସମସ୍ତଙ୍କର ଦାୟିତ୍ୱ । ଓଡ଼ିଶାର ଆତିଥ୍ୟ ପରମ୍ପରା ବହୁ ପୁରୁଣା । ଅତିଥି ଦେବୋ ଭବ ଏହି ମନ୍ତ୍ର ଆମ ସଂସ୍କୃତିର ମୂଳ ଭିତ୍ତି । ଗାଁ ଗହଳିରେ ଆଜି ବି ଘରକୁ ଆସିଥିବା ଅତିଥିଙ୍କୁ ଜଳପାନ ଦେଇ ସ୍ୱାଗତ କରାଯାଏ । କିନ୍ତୁ ସହରୀକରଣ ଓ ଆଧୁନିକ ଜୀବନଶୈଳୀ ଏହି ପରମ୍ପରାକୁ ଧୀରେ ଧୀରେ ପ୍ରଭାବିତ କରୁଛି । ପରିବାରର ସଦସ୍ୟମାନେ ନିଜ ନିଜ କାମରେ ବ୍ୟସ୍ତ ରହୁଥିବାରୁ ଅତିଥି ସତ୍କାର ପାଇଁ ସମୟ ମିଳୁନାହିଁ । ଏହାକୁ ସଂରକ୍ଷଣ କରିବା ଆମ ସମସ୍ତଙ୍କର ଦାୟିତ୍ୱ । ଓଡ଼ିଶାର ଆତିଥ୍ୟ ପରମ୍ପରା ବହୁ ପୁରୁଣା । ଅତିଥି ଦେବୋ ଭବ ଏହି ମନ୍ତ୍ର ଆମ ସଂସ୍କୃତିର ମୂଳ ଭିତ୍ତି । ଗାଁ ଗହଳିରେ ଆଜି ବି ଘରକୁ ଆସିଥିବା ଅତିଥିଙ୍କୁ ଜଳପାନ ଦେଇ ସ୍ୱାଗତ କରାଯାଏ । କିନ୍ତୁ ସହରୀକରଣ ଓ ଆଧୁନିକ ଜୀବନଶୈଳୀ ଏହି ପରମ୍ପରାକୁ ଧୀରେ ଧୀରେ ପ୍ରଭାବିତ କରୁଛି । ପରିବାରର ସଦସ୍ୟମାନେ ନିଜ ନିଜ କାମରେ ବ୍ୟସ୍ତ ରହୁଥିବାରୁ ଅତିଥି ସତ୍କାର ପାଇଁ ସମୟ ମିଳୁନାହିଁ । ଏହାକୁ ସଂରକ୍ଷଣ କରିବା ଆମ ସମସ୍ତଙ୍କର ଦାୟିତ୍ୱ । ଓଡ଼ିଶାର ଆତିଥ୍ୟ ପରମ୍ପରା ବହୁ ପୁରୁଣା । ଅତିଥି ଦେବୋ ଭବ ଏହି ମନ୍ତ୍ର ଆମ ସଂସ୍କୃତିର ମୂଳ ଭିତ୍ତି । ଗାଁ ଗହଳିରେ ଆଜି ବି ଘରକୁ ଆସିଥିବା ଅତିଥିଙ୍କୁ ଜଳପାନ ଦେଇ ସ୍ୱାଗତ କରାଯାଏ । କିନ୍ତୁ ସହରୀକରଣ ଓ ଆଧୁନିକ ଜୀବନଶୈଳୀ ଏହି ପରମ୍ପରାକୁ ଧୀରେ ଧୀରେ ପ୍ରଭାବିତ କରୁଛି । ପରିବାରର ସଦସ୍ୟମାନେ ନିଜ ନିଜ କାମରେ ବ୍ୟସ୍ତ ରହୁଥିବାରୁ ଅତିଥି ସତ୍କାର ପାଇଁ ସମୟ ମିଳୁନାହିଁ । ଏହାକୁ ସଂରକ୍ଷଣ କରିବା ଆମ ସମସ୍ତଙ୍କର ଦାୟିତ୍ୱ । bbox=[74, 253, 134, 380]
column-subtitle: ଭାଗ୍ୟର ପ୍ରକାଶ bbox=[54, 439, 79, 443]
bottom-contact: ମୋ : ୯୪୩୭୦୯୬୨୫୩ bbox=[316, 658, 343, 662]
page-number-badge: ୫ bbox=[482, 1, 497, 11]
bottom-col-3: ସରକାରୀ ବ୍ୟବସ୍ଥାରେ ଥିବା ତ୍ରୁଟି ସାଧାରଣ ଲୋକଙ୍କୁ ହଇରାଣ କରୁଛି । ଅଫିସରେ ଫାଇଲ ମାସ ମାସ ଧରି ପଡ଼ି ରହୁଛି । ଦୁର୍ନୀତି ଓ ଅବହେଳା ଯୋଗୁଁ ଯୋଜନାର ସୁଫଳ ପ୍ରକୃତ ହିତାଧିକାରୀଙ୍କ ପାଖରେ ପହଞ୍ଚୁନାହିଁ । ସ୍ୱଚ୍ଛ ପ୍ରଶାସନ ହିଁ ଏହାର ସମାଧାନ । ସରକାରୀ ବ୍ୟବସ୍ଥାରେ ଥିବା ତ୍ରୁଟି ସାଧାରଣ ଲୋକଙ୍କୁ ହଇରାଣ କରୁଛି । ଅଫିସରେ ଫାଇଲ ମାସ ମାସ ଧରି ପଡ଼ି ରହୁଛି । ଦୁର୍ନୀତି ଓ ଅବହେଳା ଯୋଗୁଁ ଯୋଜନାର ସୁଫଳ ପ୍ରକୃତ ହିତାଧିକାରୀଙ୍କ ପାଖରେ ପହଞ୍ଚୁନାହିଁ । ସ୍ୱଚ୍ଛ ପ୍ରଶାସନ ହିଁ ଏହାର ସମାଧାନ । ସରକାରୀ ବ୍ୟବସ୍ଥାରେ ଥିବା ତ୍ରୁଟି ସାଧାରଣ ଲୋକଙ୍କୁ ହଇରାଣ କରୁଛି । ଅଫିସରେ ଫାଇଲ ମାସ ମାସ ଧରି ପଡ଼ି ରହୁଛି । ଦୁର୍ନୀତି ଓ ଅବହେଳା ଯୋଗୁଁ ଯୋଜନାର ସୁଫଳ ପ୍ରକୃତ ହିତାଧିକାରୀଙ୍କ ପାଖରେ ପହଞ୍ଚୁନାହିଁ । ସ୍ୱଚ୍ଛ ପ୍ରଶାସନ ହିଁ ଏହାର ସମାଧାନ । ସରକାରୀ ବ୍ୟବସ୍ଥାରେ ଥିବା ତ୍ରୁଟି ସାଧାରଣ ଲୋକଙ୍କୁ ହଇରାଣ କରୁଛି । ଅଫିସରେ ଫାଇଲ ମାସ ମାସ ଧରି ପଡ଼ି ରହୁଛି । ଦୁର୍ନୀତି ଓ ଅବହେଳା ଯୋଗୁଁ ଯୋଜନାର ସୁଫଳ ପ୍ରକୃତ ହିତାଧିକାରୀଙ୍କ ପାଖରେ ପହଞ୍ଚୁନାହିଁ । ସ୍ୱଚ୍ଛ ପ୍ରଶାସନ ହିଁ ଏହାର ସମାଧାନ । ସରକାରୀ ବ୍ୟବସ୍ଥାରେ ଥିବା ତ୍ରୁଟି ସାଧାରଣ ଲୋକଙ୍କୁ ହଇରାଣ କରୁଛି । ଅଫିସରେ ଫାଇଲ ମାସ ମାସ ଧରି ପଡ଼ି ରହୁଛି । ଦୁର୍ନୀତି ଓ ଅବହେଳା ଯୋଗୁଁ ଯୋଜନାର ସୁଫଳ ପ୍ରକୃତ ହିତାଧିକାରୀଙ୍କ ପାଖରେ ପହଞ୍ଚୁନାହିଁ । ସ୍ୱଚ୍ଛ ପ୍ରଶାସନ ହିଁ ଏହାର ସମାଧାନ । ସରକାରୀ ବ୍ୟବସ୍ଥାରେ ଥିବା ତ୍ରୁଟି ସାଧାରଣ ଲୋକଙ୍କୁ ହଇରାଣ କରୁଛି । ଅଫିସରେ ଫାଇଲ ମାସ ମାସ ଧରି ପଡ଼ି ରହୁଛି । ଦୁର୍ନୀତି ଓ ଅବହେଳା ଯୋଗୁଁ ଯୋଜନାର ସୁଫଳ ପ୍ରକୃତ ହିତାଧିକାରୀଙ୍କ ପାଖରେ ପହଞ୍ଚୁନାହିଁ । ସ୍ୱଚ୍ଛ ପ୍ରଶାସନ ହିଁ ଏହାର ସମାଧାନ । ସରକାରୀ ବ୍ୟବସ୍ଥାରେ ଥିବା ତ୍ରୁଟି ସାଧାରଣ ଲୋକଙ୍କୁ ହଇରାଣ କରୁଛି । ଅଫିସରେ ଫାଇଲ ମାସ ମାସ ଧରି ପଡ଼ି ରହୁଛି । ଦୁର୍ନୀତି ଓ ଅବହେଳା ଯୋଗୁଁ ଯୋଜନାର ସୁଫଳ ପ୍ରକୃତ ହିତାଧିକାରୀଙ୍କ ପାଖରେ ପହଞ୍ଚୁନାହିଁ । ସ୍ୱଚ୍ଛ ପ୍ରଶାସନ ହିଁ ଏହାର ସମାଧାନ । ସରକାରୀ ବ୍ୟବସ୍ଥାରେ ଥିବା ତ୍ରୁଟି ସାଧାରଣ ଲୋକଙ୍କୁ ହଇରାଣ କରୁଛି । ଅଫିସରେ ଫାଇଲ ମାସ ମାସ ଧରି ପଡ଼ି ରହୁଛି । ଦୁର୍ନୀତି ଓ ଅବହେଳା ଯୋଗୁଁ ଯୋଜନାର ସୁଫଳ ପ୍ରକୃତ ହିତାଧିକାରୀଙ୍କ ପାଖରେ ପହଞ୍ଚୁନାହିଁ । ସ୍ୱଚ୍ଛ ପ୍ରଶାସନ ହିଁ ଏହାର ସମାଧାନ । bbox=[252, 466, 312, 539]
registration-yellow bbox=[478, 776, 487, 784]
registration-cyan bbox=[460, 776, 469, 784]
column-body-3: ମଣିଷର ମନ ହେଉଛି ଅଦ୍ଭୁତ ଶକ୍ତିର ଉତ୍ସ । ମନକୁ ନିୟନ୍ତ୍ରଣ କରିପାରିଲେ ମଣିଷ ଜୀବନରେ ସବୁ ଲକ୍ଷ୍ୟ ହାସଲ କରିପାରେ । ଧ୍ୟାନ ଓ ଯୋଗ ମନକୁ ଶାନ୍ତ ରଖିବାରେ ସାହାଯ୍ୟ କରେ । ସକାରାତ୍ମକ ଚିନ୍ତାଧାରା ଜୀବନକୁ ସୁନ୍ଦର କରେ ଓ ନକାରାତ୍ମକ ଭାବନା ଆମକୁ ପଛକୁ ଟାଣିନିଏ । ମଣିଷର ମନ ହେଉଛି ଅଦ୍ଭୁତ ଶକ୍ତିର ଉତ୍ସ । ମନକୁ ନିୟନ୍ତ୍ରଣ କରିପାରିଲେ ମଣିଷ ଜୀବନରେ ସବୁ ଲକ୍ଷ୍ୟ ହାସଲ କରିପାରେ । ଧ୍ୟାନ ଓ ଯୋଗ ମନକୁ ଶାନ୍ତ ରଖିବାରେ ସାହାଯ୍ୟ କରେ । ସକାରାତ୍ମକ ଚିନ୍ତାଧାରା ଜୀବନକୁ ସୁନ୍ଦର କରେ ଓ ନକାରାତ୍ମକ ଭାବନା ଆମକୁ ପଛକୁ ଟାଣିନିଏ । ମଣିଷର ମନ ହେଉଛି ଅଦ୍ଭୁତ ଶକ୍ତିର ଉତ୍ସ । ମନକୁ ନିୟନ୍ତ୍ରଣ କରିପାରିଲେ ମଣିଷ ଜୀବନରେ ସବୁ ଲକ୍ଷ୍ୟ ହାସଲ କରିପାରେ । ଧ୍ୟାନ ଓ ଯୋଗ ମନକୁ ଶାନ୍ତ ରଖିବାରେ ସାହାଯ୍ୟ କରେ । ସକାରାତ୍ମକ ଚିନ୍ତାଧାରା ଜୀବନକୁ ସୁନ୍ଦର କରେ ଓ ନକାରାତ୍ମକ ଭାବନା ଆମକୁ ପଛକୁ ଟାଣିନିଏ । ମଣିଷର ମନ ହେଉଛି ଅଦ୍ଭୁତ ଶକ୍ତିର ଉତ୍ସ । ମନକୁ ନିୟନ୍ତ୍ରଣ କରିପାରିଲେ ମଣିଷ ଜୀବନରେ ସବୁ ଲକ୍ଷ୍ୟ ହାସଲ କରିପାରେ । ଧ୍ୟାନ ଓ ଯୋଗ ମନକୁ ଶାନ୍ତ ରଖିବାରେ ସାହାଯ୍ୟ କରେ । ସକାରାତ୍ମକ ଚିନ୍ତାଧାରା ଜୀବନକୁ ସୁନ୍ଦର କରେ ଓ ନକାରାତ୍ମକ ଭାବନା ଆମକୁ ପଛକୁ ଟାଣିନିଏ । ମଣିଷର ମନ ହେଉଛି ଅଦ୍ଭୁତ ଶକ୍ତିର ଉତ୍ସ । ମନକୁ ନିୟନ୍ତ୍ରଣ କରିପାରିଲେ ମଣିଷ ଜୀବନରେ ସବୁ ଲକ୍ଷ୍ୟ ହାସଲ କରିପାରେ । ଧ୍ୟାନ ଓ ଯୋଗ ମନକୁ ଶାନ୍ତ ରଖିବାରେ ସାହାଯ୍ୟ କରେ । ସକାରାତ୍ମକ ଚିନ୍ତାଧାରା ଜୀବନକୁ ସୁନ୍ଦର କରେ ଓ ନକାରାତ୍ମକ ଭାବନା ଆମକୁ ପଛକୁ ଟାଣିନିଏ । ମଣିଷର ମନ ହେଉଛି ଅଦ୍ଭୁତ ଶକ୍ତିର ଉତ୍ସ । ମନକୁ ନିୟନ୍ତ୍ରଣ କରିପାରିଲେ ମଣିଷ ଜୀବନରେ ସବୁ ଲକ୍ଷ୍ୟ ହାସଲ କରିପାରେ । ଧ୍ୟାନ ଓ ଯୋଗ ମନକୁ ଶାନ୍ତ ରଖିବାରେ ସାହାଯ୍ୟ କରେ । ସକାରାତ୍ମକ ଚିନ୍ତାଧାରା ଜୀବନକୁ ସୁନ୍ଦର କରେ ଓ ନକାରାତ୍ମକ ଭାବନା ଆମକୁ ପଛକୁ ଟାଣିନିଏ । ମଣିଷର ମନ ହେଉଛି ଅଦ୍ଭୁତ ଶକ୍ତିର ଉତ୍ସ । ମନକୁ ନିୟନ୍ତ୍ରଣ କରିପାରିଲେ ମଣିଷ ଜୀବନରେ ସବୁ ଲକ୍ଷ୍ୟ ହାସଲ କରିପାରେ । ଧ୍ୟାନ ଓ ଯୋଗ ମନକୁ ଶାନ୍ତ ରଖିବାରେ ସାହାଯ୍ୟ କରେ । ସକାରାତ୍ମକ ଚିନ୍ତାଧାରା ଜୀବନକୁ ସୁନ୍ଦର କରେ ଓ ନକାରାତ୍ମକ ଭାବନା ଆମକୁ ପଛକୁ ଟାଣିନିଏ । ମଣିଷର ମନ ହେଉଛି ଅଦ୍ଭୁତ ଶକ୍ତିର ଉ bbox=[60, 576, 114, 656]
left-column-divider bbox=[114, 15, 115, 205]
feature-photo-caption: ଆତିଥ୍ୟ ଓଡ଼ିଶାର ପରମ୍ପରା bbox=[202, 309, 235, 313]
founder-portrait bbox=[8, 93, 25, 115]
bottom-author-name: ନିରଞ୍ଜନ ଦାସ bbox=[122, 502, 142, 506]
column-header bbox=[8, 436, 108, 448]
footer-rule bbox=[2, 761, 498, 762]
anniversary-number: 50 bbox=[3, 0, 23, 15]
lead-headline-top: ଦେଶରେ ଅଧିକ ଜାହାଜ ନିର୍ମାଣ bbox=[262, 17, 364, 27]
strip-headline: ସାଧାରଣ ଦର୍ଶକଙ୍କ ପାଇଁ ଖୋଲିଲା ପୁରୁଣା ସ୍ମାରକୀ bbox=[112, 675, 270, 685]
center-divider bbox=[252, 15, 253, 205]
masthead-rule bbox=[2, 13, 498, 14]
column-body-2: ମଣିଷର ମନ ହେଉଛି ଅଦ୍ଭୁତ ଶକ୍ତିର ଉତ୍ସ । ମନକୁ ନିୟନ୍ତ୍ରଣ କରିପାରିଲେ ମଣିଷ ଜୀବନରେ ସବୁ ଲକ୍ଷ୍ୟ ହାସଲ କରିପାରେ । ଧ୍ୟାନ ଓ ଯୋଗ ମନକୁ ଶାନ୍ତ ରଖିବାରେ ସାହାଯ୍ୟ କରେ । ସକାରାତ୍ମକ ଚିନ୍ତାଧାରା ଜୀବନକୁ ସୁନ୍ଦର କରେ ଓ ନକାରାତ୍ମକ ଭାବନା ଆମକୁ ପଛକୁ ଟାଣିନିଏ । ମଣିଷର ମନ ହେଉଛି ଅଦ୍ଭୁତ ଶକ୍ତିର ଉତ୍ସ । ମନକୁ ନିୟନ୍ତ୍ରଣ କରିପାରିଲେ ମଣିଷ ଜୀବନରେ ସବୁ ଲକ୍ଷ୍ୟ ହାସଲ କରିପାରେ । ଧ୍ୟାନ ଓ ଯୋଗ ମନକୁ ଶାନ୍ତ ରଖିବାରେ ସାହାଯ୍ୟ କରେ । ସକାରାତ୍ମକ ଚିନ୍ତାଧାରା ଜୀବନକୁ ସୁନ୍ଦର କରେ ଓ ନକାରାତ୍ମକ ଭାବନା ଆମକୁ ପଛକୁ ଟାଣିନିଏ । ମଣିଷର ମନ ହେଉଛି ଅଦ୍ଭୁତ ଶକ୍ତିର ଉତ୍ସ । ମନକୁ ନିୟନ୍ତ୍ରଣ କରିପାରିଲେ ମଣିଷ ଜୀବନରେ ସବୁ ଲକ୍ଷ୍ୟ ହାସଲ କରିପାରେ । ଧ୍ୟାନ ଓ ଯୋଗ ମନକୁ ଶାନ୍ତ ରଖିବାରେ ସାହାଯ୍ୟ କରେ । ସକାରାତ୍ମକ ଚିନ୍ତାଧାରା ଜୀବନକୁ ସୁନ୍ଦର କରେ ଓ ନକାରାତ୍ମକ ଭାବନା ଆମକୁ ପଛକୁ ଟାଣିନିଏ । ମଣିଷର ମନ ହେଉଛି ଅଦ୍ଭୁତ ଶକ୍ତିର ଉତ୍ସ । ମନକୁ ନିୟନ୍ତ୍ରଣ କରିପାରିଲେ ମଣିଷ ଜୀବନରେ ସବୁ ଲକ୍ଷ୍ୟ ହାସଲ କରିପାରେ । ଧ୍ୟାନ ଓ ଯୋଗ ମନକୁ ଶାନ୍ତ ରଖିବାରେ ସାହାଯ୍ୟ କରେ । ସକାରାତ୍ମକ ଚିନ୍ତାଧାରା ଜୀବନକୁ ସୁନ୍ଦର କରେ ଓ ନକାରାତ୍ମକ ଭାବନା ଆମକୁ ପଛକୁ ଟାଣିନିଏ । ମଣିଷର ମନ ହେଉଛି ଅଦ୍ଭୁତ ଶକ୍ତିର ଉତ୍ସ । ମନକୁ ନିୟନ୍ତ୍ରଣ କରିପାରିଲେ ମଣିଷ ଜୀବନରେ ସବୁ ଲକ୍ଷ୍ୟ ହାସଲ କରିପାରେ । ଧ୍ୟାନ ଓ ଯୋଗ ମନକୁ ଶାନ୍ତ ରଖିବାରେ ସାହାଯ୍ୟ କରେ । ସକାରାତ୍ମକ ଚିନ୍ତାଧାରା ଜୀବନକୁ ସୁନ୍ଦର କରେ ଓ ନକାରାତ୍ମକ ଭାବନା ଆମକୁ ପଛକୁ ଟାଣିନିଏ । ମଣିଷର ମନ ହେଉଛି ଅଦ୍ଭୁତ ଶକ୍ତିର ଉତ୍ସ । ମନକୁ ନିୟନ୍ତ୍ରଣ କରିପାରିଲେ ମଣିଷ ଜୀବନରେ ସବୁ ଲକ୍ଷ୍ୟ ହାସଲ କରିପାରେ । ଧ୍ୟାନ ଓ ଯୋଗ ମନକୁ ଶାନ୍ତ ରଖିବାରେ ସାହାଯ୍ୟ କରେ । ସକାରାତ୍ମକ ଚିନ୍ତାଧାରା ଜୀବନକୁ ସୁନ୍ଦର କରେ ଓ ନକାରାତ୍ମକ ଭାବନା ଆମକୁ ପଛକୁ ଟାଣିନିଏ । ମଣିଷର ମନ ହେଉଛି ଅଦ୍ଭୁତ ଶକ୍ତିର ଉତ୍ସ । ମନକୁ ନିୟନ୍ତ୍ରଣ କରିପାରିଲେ ମଣିଷ ଜୀବନରେ ସବୁ ଲକ୍ଷ୍ୟ ହାସଲ କରିପାରେ । ଧ୍ୟାନ ଓ ଯୋଗ ମନକୁ ଶାନ୍ତ ରଖିବାରେ ସାହାଯ୍ୟ କରେ । ସକାରାତ୍ମକ ଚିନ୍ତାଧାରା ଜୀବନକୁ ସୁନ୍ଦର କରେ ଓ ନକାରାତ୍ମକ ଭାବନା ଆମକୁ ପଛକୁ ଟାଣିନିଏ । ମଣିଷର ମନ ହେଉଛି ଅଦ୍ଭୁତ ଶକ୍ତିର ଉତ୍ସ । ମନକୁ ନିୟନ୍ତ୍ରଣ କରିପାରିଲେ ମଣିଷ ଜୀବନରେ ସବୁ ଲକ୍ଷ୍ୟ ହାସଲ କରିପାରେ । ଧ୍ୟାନ ଓ ଯୋଗ ମନକୁ ଶାନ୍ତ ରଖିବାରେ ସାହାଯ୍ୟ କରେ । ସକାରାତ୍ମକ ଚିନ୍ତାଧାରା ଜୀବନକୁ ସୁନ୍ଦର କରେ ଓ ନକାରାତ୍ମକ ଭାବନା ଆମକୁ ପଛକୁ ଟାଣିନିଏ । bbox=[6, 516, 56, 616]
lotus-caption: ଜୀବନ ଧାରା bbox=[72, 570, 85, 574]
feature-headline: ଆତିଥ୍ୟ ଐତିହ୍ୟର ସଂରକ୍ଷଣ bbox=[86, 217, 341, 244]
column-title: ମନ କଥା bbox=[8, 436, 37, 446]
quote-text: ମୁକ୍ତିର ରାସ୍ତାରେ ଆଗୁଆ ହେବା ପାଇଁ ଆମେ ଆମ ନିଜର ଭୁଲ ସଂଶୋଧନ କରିବା ଆବଶ୍ୟକ । bbox=[33, 57, 111, 66]
registration-magenta bbox=[469, 776, 478, 784]
pen-nib-icon bbox=[8, 16, 17, 25]
